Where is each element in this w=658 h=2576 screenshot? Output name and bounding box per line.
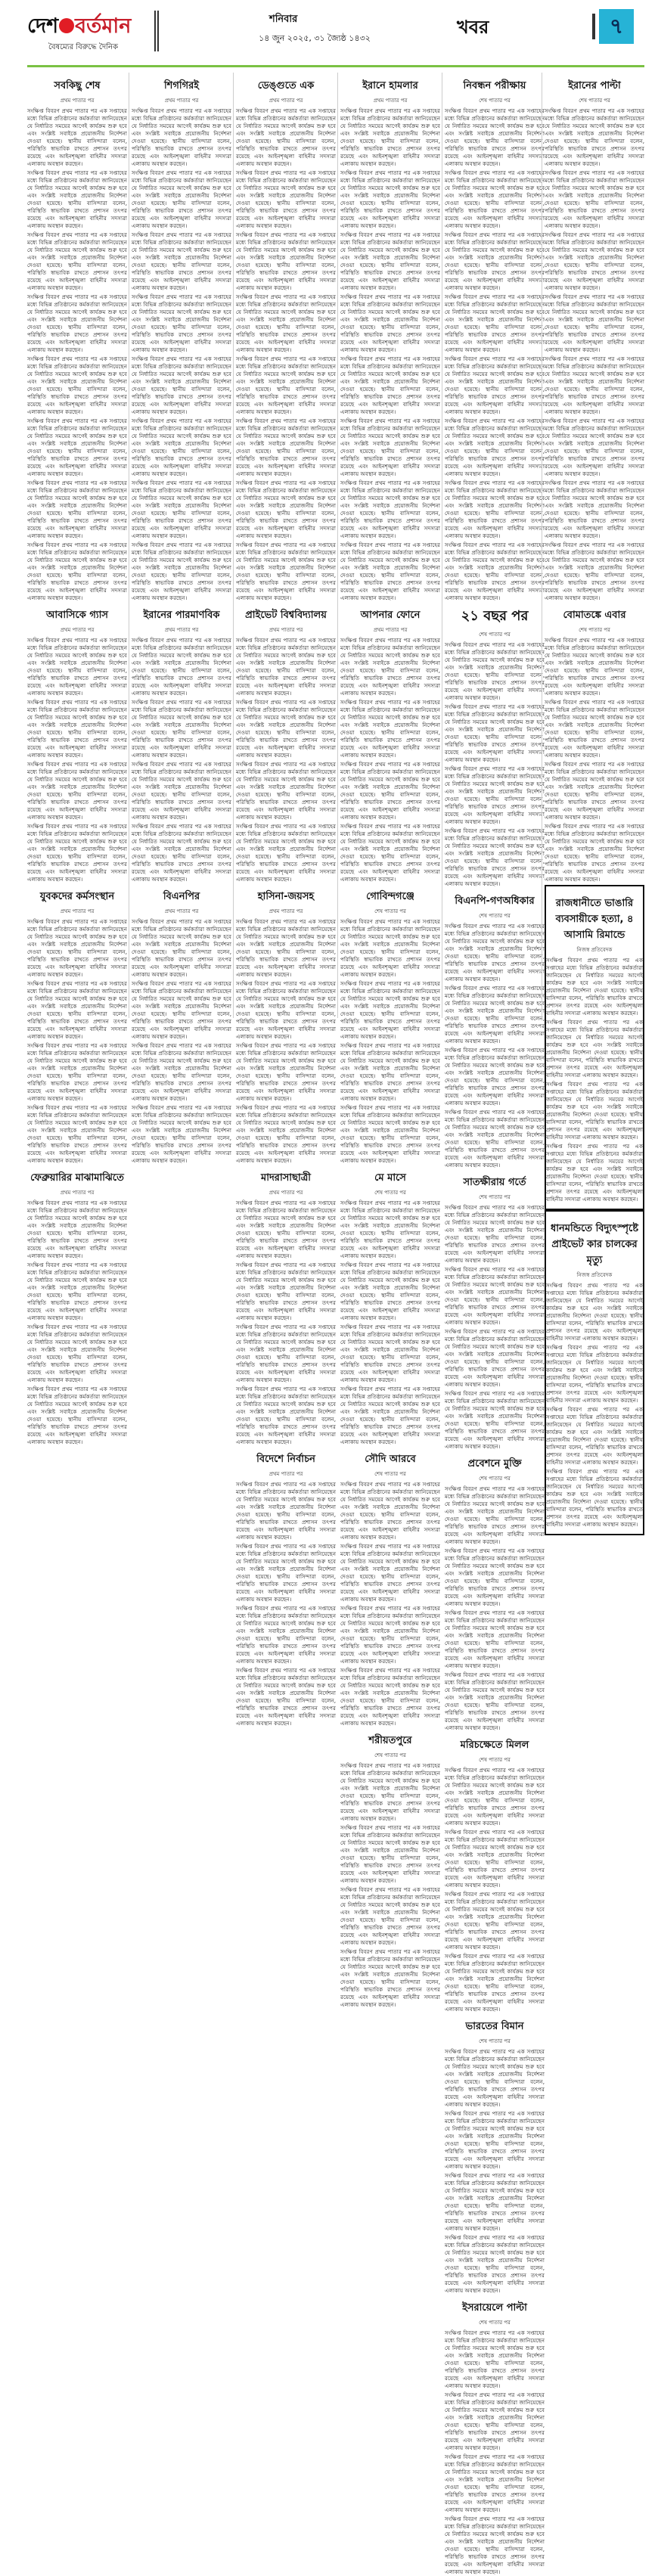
article-body: সংক্ষিপ্ত বিবরণ প্রথম পাতার পর এক সপ্তাহের মধ্যে বিভিন্ন প্রতিষ্ঠানের কর্মকর্তারা জানিয়েছেন যে নির্ধারিত সময়ের আগেই কার্যক্রম শুরু হবে এবং সংশ্লিষ্ট সবাইকে প্রয়োজনীয় নির্দেশনা দেওয়া হয়েছে। স্থানীয় বাসিন্দারা বলেন, পরিস্থিতি স্বাভাবিক রাখতে প্রশাসন তৎপর রয়েছে এবং আইনশৃঙ্খলা বাহিনীর সদস্যরা এলাকায় অবস্থান করছেন। <box>27 231 127 291</box>
article-headline[interactable]: ২১ বছর পর <box>461 608 529 624</box>
article-headline[interactable]: ইরানের পারমাণবিক <box>143 610 220 621</box>
article[interactable] <box>236 608 336 883</box>
article-body: সংক্ষিপ্ত বিবরণ প্রথম পাতার পর এক সপ্তাহের মধ্যে বিভিন্ন প্রতিষ্ঠানের কর্মকর্তারা জানিয়েছেন যে নির্ধারিত সময়ের আগেই কার্যক্রম শুরু হবে এবং সংশ্লিষ্ট সবাইকে প্রয়োজনীয় নির্দেশনা দেওয়া হয়েছে। স্থানীয় বাসিন্দারা বলেন, পরিস্থিতি স্বাভাবিক রাখতে প্রশাসন তৎপর রয়েছে এবং আইনশৃঙ্খলা বাহিনীর সদস্যরা এলাকায় অবস্থান করছেন। <box>340 1948 440 2008</box>
article-body: সংক্ষিপ্ত বিবরণ প্রথম পাতার পর এক সপ্তাহের মধ্যে বিভিন্ন প্রতিষ্ঠানের কর্মকর্তারা জানিয়েছেন যে নির্ধারিত সময়ের আগেই কার্যক্রম শুরু হবে এবং সংশ্লিষ্ট সবাইকে প্রয়োজনীয় নির্দেশনা দেওয়া হয়েছে। স্থানীয় বাসিন্দারা বলেন, পরিস্থিতি স্বাভাবিক রাখতে প্রশাসন তৎপর রয়েছে এবং আইনশৃঙ্খলা বাহিনীর সদস্যরা এলাকায় অবস্থান করছেন। <box>545 823 644 883</box>
article-headline[interactable]: ইসরায়েলে পাল্টা <box>462 2302 527 2314</box>
article-body: সংক্ষিপ্ত বিবরণ প্রথম পাতার পর এক সপ্তাহের মধ্যে বিভিন্ন প্রতিষ্ঠানের কর্মকর্তারা জানিয়েছেন যে নির্ধারিত সময়ের আগেই কার্যক্রম শুরু হবে এবং সংশ্লিষ্ট সবাইকে প্রয়োজনীয় নির্দেশনা দেওয়া হয়েছে। স্থানীয় বাসিন্দারা বলেন, পরিস্থিতি স্বাভাবিক রাখতে প্রশাসন তৎপর রয়েছে এবং আইনশৃঙ্খলা বাহিনীর সদস্যরা এলাকায় অবস্থান করছেন। <box>27 637 127 697</box>
continuation-note: প্রথম পাতার পর <box>373 627 408 633</box>
article-body: সংক্ষিপ্ত বিবরণ প্রথম পাতার পর এক সপ্তাহের মধ্যে বিভিন্ন প্রতিষ্ঠানের কর্মকর্তারা জানিয়েছেন যে নির্ধারিত সময়ের আগেই কার্যক্রম শুরু হবে এবং সংশ্লিষ্ট সবাইকে প্রয়োজনীয় নির্দেশনা দেওয়া হয়েছে। স্থানীয় বাসিন্দারা বলেন, পরিস্থিতি স্বাভাবিক রাখতে প্রশাসন তৎপর রয়েছে এবং আইনশৃঙ্খলা বাহিনীর সদস্যরা এলাকায় অবস্থান করছেন। <box>546 1282 643 1342</box>
article-body: সংক্ষিপ্ত বিবরণ প্রথম পাতার পর এক সপ্তাহের মধ্যে বিভিন্ন প্রতিষ্ঠানের কর্মকর্তারা জানিয়েছেন যে নির্ধারিত সময়ের আগেই কার্যক্রম শুরু হবে এবং সংশ্লিষ্ট সবাইকে প্রয়োজনীয় নির্দেশনা দেওয়া হয়েছে। স্থানীয় বাসিন্দারা বলেন, পরিস্থিতি স্বাভাবিক রাখতে প্রশাসন তৎপর রয়েছে এবং আইনশৃঙ্খলা বাহিনীর সদস্যরা এলাকায় অবস্থান করছেন। <box>236 761 336 821</box>
article-body: সংক্ষিপ্ত বিবরণ প্রথম পাতার পর এক সপ্তাহের মধ্যে বিভিন্ন প্রতিষ্ঠানের কর্মকর্তারা জানিয়েছেন যে নির্ধারিত সময়ের আগেই কার্যক্রম শুরু হবে এবং সংশ্লিষ্ট সবাইকে প্রয়োজনীয় নির্দেশনা দেওয়া হয়েছে। স্থানীয় বাসিন্দারা বলেন, পরিস্থিতি স্বাভাবিক রাখতে প্রশাসন তৎপর রয়েছে এবং আইনশৃঙ্খলা বাহিনীর সদস্যরা এলাকায় অবস্থান করছেন। <box>236 169 336 229</box>
article-body: সংক্ষিপ্ত বিবরণ প্রথম পাতার পর এক সপ্তাহের মধ্যে বিভিন্ন প্রতিষ্ঠানের কর্মকর্তারা জানিয়েছেন যে নির্ধারিত সময়ের আগেই কার্যক্রম শুরু হবে এবং সংশ্লিষ্ট সবাইকে প্রয়োজনীয় নির্দেশনা দেওয়া হয়েছে। স্থানীয় বাসিন্দারা বলেন, পরিস্থিতি স্বাভাবিক রাখতে প্রশাসন তৎপর রয়েছে এবং আইনশৃঙ্খলা বাহিনীর সদস্যরা এলাকায় অবস্থান করছেন। <box>445 231 545 291</box>
article-body: সংক্ষিপ্ত বিবরণ প্রথম পাতার পর এক সপ্তাহের মধ্যে বিভিন্ন প্রতিষ্ঠানের কর্মকর্তারা জানিয়েছেন যে নির্ধারিত সময়ের আগেই কার্যক্রম শুরু হবে এবং সংশ্লিষ্ট সবাইকে প্রয়োজনীয় নির্দেশনা দেওয়া হয়েছে। স্থানীয় বাসিন্দারা বলেন, পরিস্থিতি স্বাভাবিক রাখতে প্রশাসন তৎপর রয়েছে এবং আইনশৃঙ্খলা বাহিনীর সদস্যরা এলাকায় অবস্থান করছেন। <box>27 1042 127 1102</box>
article-body: সংক্ষিপ্ত বিবরণ প্রথম পাতার পর এক সপ্তাহের মধ্যে বিভিন্ন প্রতিষ্ঠানের কর্মকর্তারা জানিয়েছেন যে নির্ধারিত সময়ের আগেই কার্যক্রম শুরু হবে এবং সংশ্লিষ্ট সবাইকে প্রয়োজনীয় নির্দেশনা দেওয়া হয়েছে। স্থানীয় বাসিন্দারা বলেন, পরিস্থিতি স্বাভাবিক রাখতে প্রশাসন তৎপর রয়েছে এবং আইনশৃঙ্খলা বাহিনীর সদস্যরা এলাকায় অবস্থান করছেন। <box>236 1605 336 1665</box>
article-body: সংক্ষিপ্ত বিবরণ প্রথম পাতার পর এক সপ্তাহের মধ্যে বিভিন্ন প্রতিষ্ঠানের কর্মকর্তারা জানিয়েছেন যে নির্ধারিত সময়ের আগেই কার্যক্রম শুরু হবে এবং সংশ্লিষ্ট সবাইকে প্রয়োজনীয় নির্দেশনা দেওয়া হয়েছে। স্থানীয় বাসিন্দারা বলেন, পরিস্থিতি স্বাভাবিক রাখতে প্রশাসন তৎপর রয়েছে এবং আইনশৃঙ্খলা বাহিনীর সদস্যরা এলাকায় অবস্থান করছেন। <box>340 1605 440 1665</box>
article-body: সংক্ষিপ্ত বিবরণ প্রথম পাতার পর এক সপ্তাহের মধ্যে বিভিন্ন প্রতিষ্ঠানের কর্মকর্তারা জানিয়েছেন যে নির্ধারিত সময়ের আগেই কার্যক্রম শুরু হবে এবং সংশ্লিষ্ট সবাইকে প্রয়োজনীয় নির্দেশনা দেওয়া হয়েছে। স্থানীয় বাসিন্দারা বলেন, পরিস্থিতি স্বাভাবিক রাখতে প্রশাসন তৎপর রয়েছে এবং আইনশৃঙ্খলা বাহিনীর সদস্যরা এলাকায় অবস্থান করছেন। <box>236 293 336 353</box>
article-body: সংক্ষিপ্ত বিবরণ প্রথম পাতার পর এক সপ্তাহের মধ্যে বিভিন্ন প্রতিষ্ঠানের কর্মকর্তারা জানিয়েছেন যে নির্ধারিত সময়ের আগেই কার্যক্রম শুরু হবে এবং সংশ্লিষ্ট সবাইকে প্রয়োজনীয় নির্দেশনা দেওয়া হয়েছে। স্থানীয় বাসিন্দারা বলেন, পরিস্থিতি স্বাভাবিক রাখতে প্রশাসন তৎপর রয়েছে এবং আইনশৃঙ্খলা বাহিনীর সদস্যরা এলাকায় অবস্থান করছেন। <box>445 1328 545 1388</box>
article[interactable] <box>445 2019 545 2295</box>
article[interactable] <box>27 79 127 602</box>
column-divider <box>337 73 338 1018</box>
continuation-note: প্রথম পাতার পর <box>60 908 95 914</box>
article-body: সংক্ষিপ্ত বিবরণ প্রথম পাতার পর এক সপ্তাহের মধ্যে বিভিন্ন প্রতিষ্ঠানের কর্মকর্তারা জানিয়েছেন যে নির্ধারিত সময়ের আগেই কার্যক্রম শুরু হবে এবং সংশ্লিষ্ট সবাইকে প্রয়োজনীয় নির্দেশনা দেওয়া হয়েছে। স্থানীয় বাসিন্দারা বলেন, পরিস্থিতি স্বাভাবিক রাখতে প্রশাসন তৎপর রয়েছে এবং আইনশৃঙ্খলা বাহিনীর সদস্যরা এলাকায় অবস্থান করছেন। <box>340 107 440 167</box>
article-headline[interactable]: বিদেশে নির্বাচন <box>256 1454 315 1465</box>
article-body: সংক্ষিপ্ত বিবরণ প্রথম পাতার পর এক সপ্তাহের মধ্যে বিভিন্ন প্রতিষ্ঠানের কর্মকর্তারা জানিয়েছেন যে নির্ধারিত সময়ের আগেই কার্যক্রম শুরু হবে এবং সংশ্লিষ্ট সবাইকে প্রয়োজনীয় নির্দেশনা দেওয়া হয়েছে। স্থানীয় বাসিন্দারা বলেন, পরিস্থিতি স্বাভাবিক রাখতে প্রশাসন তৎপর রয়েছে এবং আইনশৃঙ্খলা বাহিনীর সদস্যরা এলাকায় অবস্থান করছেন। <box>445 765 545 825</box>
article-body: সংক্ষিপ্ত বিবরণ প্রথম পাতার পর এক সপ্তাহের মধ্যে বিভিন্ন প্রতিষ্ঠানের কর্মকর্তারা জানিয়েছেন যে নির্ধারিত সময়ের আগেই কার্যক্রম শুরু হবে এবং সংশ্লিষ্ট সবাইকে প্রয়োজনীয় নির্দেশনা দেওয়া হয়েছে। স্থানীয় বাসিন্দারা বলেন, পরিস্থিতি স্বাভাবিক রাখতে প্রশাসন তৎপর রয়েছে এবং আইনশৃঙ্খলা বাহিনীর সদস্যরা এলাকায় অবস্থান করছেন। <box>340 293 440 353</box>
article[interactable] <box>236 79 336 602</box>
article-body: সংক্ষিপ্ত বিবরণ প্রথম পাতার পর এক সপ্তাহের মধ্যে বিভিন্ন প্রতিষ্ঠানের কর্মকর্তারা জানিয়েছেন যে নির্ধারিত সময়ের আগেই কার্যক্রম শুরু হবে এবং সংশ্লিষ্ট সবাইকে প্রয়োজনীয় নির্দেশনা দেওয়া হয়েছে। স্থানীয় বাসিন্দারা বলেন, পরিস্থিতি স্বাভাবিক রাখতে প্রশাসন তৎপর রয়েছে এবং আইনশৃঙ্খলা বাহিনীর সদস্যরা এলাকায় অবস্থান করছেন। <box>445 293 545 353</box>
logo-circle-icon <box>59 18 74 33</box>
article-body: সংক্ষিপ্ত বিবরণ প্রথম পাতার পর এক সপ্তাহের মধ্যে বিভিন্ন প্রতিষ্ঠানের কর্মকর্তারা জানিয়েছেন যে নির্ধারিত সময়ের আগেই কার্যক্রম শুরু হবে এবং সংশ্লিষ্ট সবাইকে প্রয়োজনীয় নির্দেশনা দেওয়া হয়েছে। স্থানীয় বাসিন্দারা বলেন, পরিস্থিতি স্বাভাবিক রাখতে প্রশাসন তৎপর রয়েছে এবং আইনশৃঙ্খলা বাহিনীর সদস্যরা এলাকায় অবস্থান করছেন। <box>445 985 545 1044</box>
article-headline[interactable]: মে মাসে <box>374 1172 406 1184</box>
article-headline[interactable]: ভারতের বিমান <box>465 2021 524 2032</box>
article-body: সংক্ষিপ্ত বিবরণ প্রথম পাতার পর এক সপ্তাহের মধ্যে বিভিন্ন প্রতিষ্ঠানের কর্মকর্তারা জানিয়েছেন যে নির্ধারিত সময়ের আগেই কার্যক্রম শুরু হবে এবং সংশ্লিষ্ট সবাইকে প্রয়োজনীয় নির্দেশনা দেওয়া হয়েছে। স্থানীয় বাসিন্দারা বলেন, পরিস্থিতি স্বাভাবিক রাখতে প্রশাসন তৎপর রয়েছে এবং আইনশৃঙ্খলা বাহিনীর সদস্যরা এলাকায় অবস্থান করছেন। <box>236 1042 336 1102</box>
article-body: সংক্ষিপ্ত বিবরণ প্রথম পাতার পর এক সপ্তাহের মধ্যে বিভিন্ন প্রতিষ্ঠানের কর্মকর্তারা জানিয়েছেন যে নির্ধারিত সময়ের আগেই কার্যক্রম শুরু হবে এবং সংশ্লিষ্ট সবাইকে প্রয়োজনীয় নির্দেশনা দেওয়া হয়েছে। স্থানীয় বাসিন্দারা বলেন, পরিস্থিতি স্বাভাবিক রাখতে প্রশাসন তৎপর রয়েছে এবং আইনশৃঙ্খলা বাহিনীর সদস্যরা এলাকায় অবস্থান করছেন। <box>340 699 440 759</box>
issue-day: শনিবার <box>269 14 298 25</box>
page-number-edge <box>592 14 595 39</box>
continuation-note: প্রথম পাতার পর <box>268 908 303 914</box>
article-body: সংক্ষিপ্ত বিবরণ প্রথম পাতার পর এক সপ্তাহের মধ্যে বিভিন্ন প্রতিষ্ঠানের কর্মকর্তারা জানিয়েছেন যে নির্ধারিত সময়ের আগেই কার্যক্রম শুরু হবে এবং সংশ্লিষ্ট সবাইকে প্রয়োজনীয় নির্দেশনা দেওয়া হয়েছে। স্থানীয় বাসিন্দারা বলেন, পরিস্থিতি স্বাভাবিক রাখতে প্রশাসন তৎপর রয়েছে এবং আইনশৃঙ্খলা বাহিনীর সদস্যরা এলাকায় অবস্থান করছেন। <box>340 480 440 539</box>
continuation-note: শেষ পাতার পর <box>479 632 511 638</box>
article-body: সংক্ষিপ্ত বিবরণ প্রথম পাতার পর এক সপ্তাহের মধ্যে বিভিন্ন প্রতিষ্ঠানের কর্মকর্তারা জানিয়েছেন যে নির্ধারিত সময়ের আগেই কার্যক্রম শুরু হবে এবং সংশ্লিষ্ট সবাইকে প্রয়োজনীয় নির্দেশনা দেওয়া হয়েছে। স্থানীয় বাসিন্দারা বলেন, পরিস্থিতি স্বাভাবিক রাখতে প্রশাসন তৎপর রয়েছে এবং আইনশৃঙ্খলা বাহিনীর সদস্যরা এলাকায় অবস্থান করছেন। <box>340 1042 440 1102</box>
continuation-note: প্রথম পাতার পর <box>268 1471 303 1477</box>
article-headline[interactable]: নিবন্ধন পরীক্ষায় <box>463 80 526 92</box>
continuation-note: প্রথম পাতার পর <box>164 908 199 914</box>
column-5 <box>445 73 545 2575</box>
article-body: সংক্ষিপ্ত বিবরণ প্রথম পাতার পর এক সপ্তাহের মধ্যে বিভিন্ন প্রতিষ্ঠানের কর্মকর্তারা জানিয়েছেন যে নির্ধারিত সময়ের আগেই কার্যক্রম শুরু হবে এবং সংশ্লিষ্ট সবাইকে প্রয়োজনীয় নির্দেশনা দেওয়া হয়েছে। স্থানীয় বাসিন্দারা বলেন, পরিস্থিতি স্বাভাবিক রাখতে প্রশাসন তৎপর রয়েছে এবং আইনশৃঙ্খলা বাহিনীর সদস্যরা এলাকায় অবস্থান করছেন। <box>445 1609 545 1669</box>
continuation-note: শেষ পাতার পর <box>479 98 511 104</box>
article-body: সংক্ষিপ্ত বিবরণ প্রথম পাতার পর এক সপ্তাহের মধ্যে বিভিন্ন প্রতিষ্ঠানের কর্মকর্তারা জানিয়েছেন যে নির্ধারিত সময়ের আগেই কার্যক্রম শুরু হবে এবং সংশ্লিষ্ট সবাইকে প্রয়োজনীয় নির্দেশনা দেওয়া হয়েছে। স্থানীয় বাসিন্দারা বলেন, পরিস্থিতি স্বাভাবিক রাখতে প্রশাসন তৎপর রয়েছে এবং আইনশৃঙ্খলা বাহিনীর সদস্যরা এলাকায় অবস্থান করছেন। <box>132 1104 231 1164</box>
article-body: সংক্ষিপ্ত বিবরণ প্রথম পাতার পর এক সপ্তাহের মধ্যে বিভিন্ন প্রতিষ্ঠানের কর্মকর্তারা জানিয়েছেন যে নির্ধারিত সময়ের আগেই কার্যক্রম শুরু হবে এবং সংশ্লিষ্ট সবাইকে প্রয়োজনীয় নির্দেশনা দেওয়া হয়েছে। স্থানীয় বাসিন্দারা বলেন, পরিস্থিতি স্বাভাবিক রাখতে প্রশাসন তৎপর রয়েছে এবং আইনশৃঙ্খলা বাহিনীর সদস্যরা এলাকায় অবস্থান করছেন। <box>445 107 545 167</box>
article-body: সংক্ষিপ্ত বিবরণ প্রথম পাতার পর এক সপ্তাহের মধ্যে বিভিন্ন প্রতিষ্ঠানের কর্মকর্তারা জানিয়েছেন যে নির্ধারিত সময়ের আগেই কার্যক্রম শুরু হবে এবং সংশ্লিষ্ট সবাইকে প্রয়োজনীয় নির্দেশনা দেওয়া হয়েছে। স্থানীয় বাসিন্দারা বলেন, পরিস্থিতি স্বাভাবিক রাখতে প্রশাসন তৎপর রয়েছে এবং আইনশৃঙ্খলা বাহিনীর সদস্যরা এলাকায় অবস্থান করছেন। <box>445 2515 545 2575</box>
article-body: সংক্ষিপ্ত বিবরণ প্রথম পাতার পর এক সপ্তাহের মধ্যে বিভিন্ন প্রতিষ্ঠানের কর্মকর্তারা জানিয়েছেন যে নির্ধারিত সময়ের আগেই কার্যক্রম শুরু হবে এবং সংশ্লিষ্ট সবাইকে প্রয়োজনীয় নির্দেশনা দেওয়া হয়েছে। স্থানীয় বাসিন্দারা বলেন, পরিস্থিতি স্বাভাবিক রাখতে প্রশাসন তৎপর রয়েছে এবং আইনশৃঙ্খলা বাহিনীর সদস্যরা এলাকায় অবস্থান করছেন। <box>236 542 336 601</box>
article-body: সংক্ষিপ্ত বিবরণ প্রথম পাতার পর এক সপ্তাহের মধ্যে বিভিন্ন প্রতিষ্ঠানের কর্মকর্তারা জানিয়েছেন যে নির্ধারিত সময়ের আগেই কার্যক্রম শুরু হবে এবং সংশ্লিষ্ট সবাইকে প্রয়োজনীয় নির্দেশনা দেওয়া হয়েছে। স্থানীয় বাসিন্দারা বলেন, পরিস্থিতি স্বাভাবিক রাখতে প্রশাসন তৎপর রয়েছে এবং আইনশৃঙ্খলা বাহিনীর সদস্যরা এলাকায় অবস্থান করছেন। <box>445 480 545 539</box>
article-body: সংক্ষিপ্ত বিবরণ প্রথম পাতার পর এক সপ্তাহের মধ্যে বিভিন্ন প্রতিষ্ঠানের কর্মকর্তারা জানিয়েছেন যে নির্ধারিত সময়ের আগেই কার্যক্রম শুরু হবে এবং সংশ্লিষ্ট সবাইকে প্রয়োজনীয় নির্দেশনা দেওয়া হয়েছে। স্থানীয় বাসিন্দারা বলেন, পরিস্থিতি স্বাভাবিক রাখতে প্রশাসন তৎপর রয়েছে এবং আইনশৃঙ্খলা বাহিনীর সদস্যরা এলাকায় অবস্থান করছেন। <box>340 1104 440 1164</box>
article-body: সংক্ষিপ্ত বিবরণ প্রথম পাতার পর এক সপ্তাহের মধ্যে বিভিন্ন প্রতিষ্ঠানের কর্মকর্তারা জানিয়েছেন যে নির্ধারিত সময়ের আগেই কার্যক্রম শুরু হবে এবং সংশ্লিষ্ট সবাইকে প্রয়োজনীয় নির্দেশনা দেওয়া হয়েছে। স্থানীয় বাসিন্দারা বলেন, পরিস্থিতি স্বাভাবিক রাখতে প্রশাসন তৎপর রয়েছে এবং আইনশৃঙ্খলা বাহিনীর সদস্যরা এলাকায় অবস্থান করছেন। <box>340 1762 440 1822</box>
masthead-divider <box>154 11 159 51</box>
continuation-note: প্রথম পাতার পর <box>164 98 199 104</box>
continuation-note: শেষ পাতার পর <box>374 1752 406 1758</box>
article-body: সংক্ষিপ্ত বিবরণ প্রথম পাতার পর এক সপ্তাহের মধ্যে বিভিন্ন প্রতিষ্ঠানের কর্মকর্তারা জানিয়েছেন যে নির্ধারিত সময়ের আগেই কার্যক্রম শুরু হবে এবং সংশ্লিষ্ট সবাইকে প্রয়োজনীয় নির্দেশনা দেওয়া হয়েছে। স্থানীয় বাসিন্দারা বলেন, পরিস্থিতি স্বাভাবিক রাখতে প্রশাসন তৎপর রয়েছে এবং আইনশৃঙ্খলা বাহিনীর সদস্যরা এলাকায় অবস্থান করছেন। <box>445 355 545 415</box>
article-body: সংক্ষিপ্ত বিবরণ প্রথম পাতার পর এক সপ্তাহের মধ্যে বিভিন্ন প্রতিষ্ঠানের কর্মকর্তারা জানিয়েছেন যে নির্ধারিত সময়ের আগেই কার্যক্রম শুরু হবে এবং সংশ্লিষ্ট সবাইকে প্রয়োজনীয় নির্দেশনা দেওয়া হয়েছে। স্থানীয় বাসিন্দারা বলেন, পরিস্থিতি স্বাভাবিক রাখতে প্রশাসন তৎপর রয়েছে এবং আইনশৃঙ্খলা বাহিনীর সদস্যরা এলাকায় অবস্থান করছেন। <box>340 169 440 229</box>
article-headline[interactable]: সৌদি আরবে <box>365 1454 416 1465</box>
article-headline[interactable]: বোমাতঙ্কে এবার <box>563 610 626 621</box>
article-headline[interactable]: মরিচক্ষেতে মিলল <box>460 1740 529 1751</box>
article-headline[interactable]: সাতক্ষীরায় গর্তে <box>463 1177 526 1188</box>
article-body: সংক্ষিপ্ত বিবরণ প্রথম পাতার পর এক সপ্তাহের মধ্যে বিভিন্ন প্রতিষ্ঠানের কর্মকর্তারা জানিয়েছেন যে নির্ধারিত সময়ের আগেই কার্যক্রম শুরু হবে এবং সংশ্লিষ্ট সবাইকে প্রয়োজনীয় নির্দেশনা দেওয়া হয়েছে। স্থানীয় বাসিন্দারা বলেন, পরিস্থিতি স্বাভাবিক রাখতে প্রশাসন তৎপর রয়েছে এবং আইনশৃঙ্খলা বাহিনীর সদস্যরা এলাকায় অবস্থান করছেন। <box>27 1324 127 1383</box>
continuation-note: নিজস্ব প্রতিবেদক <box>576 1272 613 1278</box>
article-body: সংক্ষিপ্ত বিবরণ প্রথম পাতার পর এক সপ্তাহের মধ্যে বিভিন্ন প্রতিষ্ঠানের কর্মকর্তারা জানিয়েছেন যে নির্ধারিত সময়ের আগেই কার্যক্রম শুরু হবে এবং সংশ্লিষ্ট সবাইকে প্রয়োজনীয় নির্দেশনা দেওয়া হয়েছে। স্থানীয় বাসিন্দারা বলেন, পরিস্থিতি স্বাভাবিক রাখতে প্রশাসন তৎপর রয়েছে এবং আইনশৃঙ্খলা বাহিনীর সদস্যরা এলাকায় অবস্থান করছেন। <box>445 1390 545 1450</box>
article-headline[interactable]: শিগগিরই <box>163 80 200 92</box>
article[interactable] <box>27 889 127 1165</box>
article-body: সংক্ষিপ্ত বিবরণ প্রথম পাতার পর এক সপ্তাহের মধ্যে বিভিন্ন প্রতিষ্ঠানের কর্মকর্তারা জানিয়েছেন যে নির্ধারিত সময়ের আগেই কার্যক্রম শুরু হবে এবং সংশ্লিষ্ট সবাইকে প্রয়োজনীয় নির্দেশনা দেওয়া হয়েছে। স্থানীয় বাসিন্দারা বলেন, পরিস্থিতি স্বাভাবিক রাখতে প্রশাসন তৎপর রয়েছে এবং আইনশৃঙ্খলা বাহিনীর সদস্যরা এলাকায় অবস্থান করছেন। <box>340 542 440 601</box>
article-body: সংক্ষিপ্ত বিবরণ প্রথম পাতার পর এক সপ্তাহের মধ্যে বিভিন্ন প্রতিষ্ঠানের কর্মকর্তারা জানিয়েছেন যে নির্ধারিত সময়ের আগেই কার্যক্রম শুরু হবে এবং সংশ্লিষ্ট সবাইকে প্রয়োজনীয় নির্দেশনা দেওয়া হয়েছে। স্থানীয় বাসিন্দারা বলেন, পরিস্থিতি স্বাভাবিক রাখতে প্রশাসন তৎপর রয়েছে এবং আইনশৃঙ্খলা বাহিনীর সদস্যরা এলাকায় অবস্থান করছেন। <box>27 107 127 167</box>
article-body: সংক্ষিপ্ত বিবরণ প্রথম পাতার পর এক সপ্তাহের মধ্যে বিভিন্ন প্রতিষ্ঠানের কর্মকর্তারা জানিয়েছেন যে নির্ধারিত সময়ের আগেই কার্যক্রম শুরু হবে এবং সংশ্লিষ্ট সবাইকে প্রয়োজনীয় নির্দেশনা দেওয়া হয়েছে। স্থানীয় বাসিন্দারা বলেন, পরিস্থিতি স্বাভাবিক রাখতে প্রশাসন তৎপর রয়েছে এবং আইনশৃঙ্খলা বাহিনীর সদস্যরা এলাকায় অবস্থান করছেন। <box>546 1081 643 1141</box>
article-body: সংক্ষিপ্ত বিবরণ প্রথম পাতার পর এক সপ্তাহের মধ্যে বিভিন্ন প্রতিষ্ঠানের কর্মকর্তারা জানিয়েছেন যে নির্ধারিত সময়ের আগেই কার্যক্রম শুরু হবে এবং সংশ্লিষ্ট সবাইকে প্রয়োজনীয় নির্দেশনা দেওয়া হয়েছে। স্থানীয় বাসিন্দারা বলেন, পরিস্থিতি স্বাভাবিক রাখতে প্রশাসন তৎপর রয়েছে এবং আইনশৃঙ্খলা বাহিনীর সদস্যরা এলাকায় অবস্থান করছেন। <box>340 1886 440 1946</box>
continuation-note: শেষ পাতার পর <box>374 908 406 914</box>
article-body: সংক্ষিপ্ত বিবরণ প্রথম পাতার পর এক সপ্তাহের মধ্যে বিভিন্ন প্রতিষ্ঠানের কর্মকর্তারা জানিয়েছেন যে নির্ধারিত সময়ের আগেই কার্যক্রম শুরু হবে এবং সংশ্লিষ্ট সবাইকে প্রয়োজনীয় নির্দেশনা দেওয়া হয়েছে। স্থানীয় বাসিন্দারা বলেন, পরিস্থিতি স্বাভাবিক রাখতে প্রশাসন তৎপর রয়েছে এবং আইনশৃঙ্খলা বাহিনীর সদস্যরা এলাকায় অবস্থান করছেন। <box>236 980 336 1040</box>
article-headline[interactable]: ধানমন্ডিতে বিদ্যুৎস্পৃষ্টে প্রাইভেট কার চালকের মৃত্যু <box>550 1223 639 1266</box>
article-body: সংক্ষিপ্ত বিবরণ প্রথম পাতার পর এক সপ্তাহের মধ্যে বিভিন্ন প্রতিষ্ঠানের কর্মকর্তারা জানিয়েছেন যে নির্ধারিত সময়ের আগেই কার্যক্রম শুরু হবে এবং সংশ্লিষ্ট সবাইকে প্রয়োজনীয় নির্দেশনা দেওয়া হয়েছে। স্থানীয় বাসিন্দারা বলেন, পরিস্থিতি স্বাভাবিক রাখতে প্রশাসন তৎপর রয়েছে এবং আইনশৃঙ্খলা বাহিনীর সদস্যরা এলাকায় অবস্থান করছেন। <box>340 637 440 697</box>
article-headline[interactable]: প্রবেশনে মুক্তি <box>467 1458 522 1470</box>
article-body: সংক্ষিপ্ত বিবরণ প্রথম পাতার পর এক সপ্তাহের মধ্যে বিভিন্ন প্রতিষ্ঠানের কর্মকর্তারা জানিয়েছেন যে নির্ধারিত সময়ের আগেই কার্যক্রম শুরু হবে এবং সংশ্লিষ্ট সবাইকে প্রয়োজনীয় নির্দেশনা দেওয়া হয়েছে। স্থানীয় বাসিন্দারা বলেন, পরিস্থিতি স্বাভাবিক রাখতে প্রশাসন তৎপর রয়েছে এবং আইনশৃঙ্খলা বাহিনীর সদস্যরা এলাকায় অবস্থান করছেন। <box>445 2110 545 2170</box>
article-body: সংক্ষিপ্ত বিবরণ প্রথম পাতার পর এক সপ্তাহের মধ্যে বিভিন্ন প্রতিষ্ঠানের কর্মকর্তারা জানিয়েছেন যে নির্ধারিত সময়ের আগেই কার্যক্রম শুরু হবে এবং সংশ্লিষ্ট সবাইকে প্রয়োজনীয় নির্দেশনা দেওয়া হয়েছে। স্থানীয় বাসিন্দারা বলেন, পরিস্থিতি স্বাভাবিক রাখতে প্রশাসন তৎপর রয়েছে এবং আইনশৃঙ্খলা বাহিনীর সদস্যরা এলাকায় অবস্থান করছেন। <box>236 231 336 291</box>
article-headline[interactable]: শরীয়তপুরে <box>368 1735 412 1746</box>
article-body: সংক্ষিপ্ত বিবরণ প্রথম পাতার পর এক সপ্তাহের মধ্যে বিভিন্ন প্রতিষ্ঠানের কর্মকর্তারা জানিয়েছেন যে নির্ধারিত সময়ের আগেই কার্যক্রম শুরু হবে এবং সংশ্লিষ্ট সবাইকে প্রয়োজনীয় নির্দেশনা দেওয়া হয়েছে। স্থানীয় বাসিন্দারা বলেন, পরিস্থিতি স্বাভাবিক রাখতে প্রশাসন তৎপর রয়েছে এবং আইনশৃঙ্খলা বাহিনীর সদস্যরা এলাকায় অবস্থান করছেন। <box>445 417 545 477</box>
article[interactable] <box>445 1175 545 1451</box>
article-body: সংক্ষিপ্ত বিবরণ প্রথম পাতার পর এক সপ্তাহের মধ্যে বিভিন্ন প্রতিষ্ঠানের কর্মকর্তারা জানিয়েছেন যে নির্ধারিত সময়ের আগেই কার্যক্রম শুরু হবে এবং সংশ্লিষ্ট সবাইকে প্রয়োজনীয় নির্দেশনা দেওয়া হয়েছে। স্থানীয় বাসিন্দারা বলেন, পরিস্থিতি স্বাভাবিক রাখতে প্রশাসন তৎপর রয়েছে এবং আইনশৃঙ্খলা বাহিনীর সদস্যরা এলাকায় অবস্থান করছেন। <box>545 637 644 697</box>
article-body: সংক্ষিপ্ত বিবরণ প্রথম পাতার পর এক সপ্তাহের মধ্যে বিভিন্ন প্রতিষ্ঠানের কর্মকর্তারা জানিয়েছেন যে নির্ধারিত সময়ের আগেই কার্যক্রম শুরু হবে এবং সংশ্লিষ্ট সবাইকে প্রয়োজনীয় নির্দেশনা দেওয়া হয়েছে। স্থানীয় বাসিন্দারা বলেন, পরিস্থিতি স্বাভাবিক রাখতে প্রশাসন তৎপর রয়েছে এবং আইনশৃঙ্খলা বাহিনীর সদস্যরা এলাকায় অবস্থান করছেন। <box>132 231 231 291</box>
article-body: সংক্ষিপ্ত বিবরণ প্রথম পাতার পর এক সপ্তাহের মধ্যে বিভিন্ন প্রতিষ্ঠানের কর্মকর্তারা জানিয়েছেন যে নির্ধারিত সময়ের আগেই কার্যক্রম শুরু হবে এবং সংশ্লিষ্ট সবাইকে প্রয়োজনীয় নির্দেশনা দেওয়া হয়েছে। স্থানীয় বাসিন্দারা বলেন, পরিস্থিতি স্বাভাবিক রাখতে প্রশাসন তৎপর রয়েছে এবং আইনশৃঙ্খলা বাহিনীর সদস্যরা এলাকায় অবস্থান করছেন। <box>545 542 644 601</box>
tagline: বৈষম্যের বিরুদ্ধে দৈনিক <box>48 43 119 51</box>
article-body: সংক্ষিপ্ত বিবরণ প্রথম পাতার পর এক সপ্তাহের মধ্যে বিভিন্ন প্রতিষ্ঠানের কর্মকর্তারা জানিয়েছেন যে নির্ধারিত সময়ের আগেই কার্যক্রম শুরু হবে এবং সংশ্লিষ্ট সবাইকে প্রয়োজনীয় নির্দেশনা দেওয়া হয়েছে। স্থানীয় বাসিন্দারা বলেন, পরিস্থিতি স্বাভাবিক রাখতে প্রশাসন তৎপর রয়েছে এবং আইনশৃঙ্খলা বাহিনীর সদস্যরা এলাকায় অবস্থান করছেন। <box>545 761 644 821</box>
section-title: খবর <box>457 17 489 38</box>
article-body: সংক্ষিপ্ত বিবরণ প্রথম পাতার পর এক সপ্তাহের মধ্যে বিভিন্ন প্রতিষ্ঠানের কর্মকর্তারা জানিয়েছেন যে নির্ধারিত সময়ের আগেই কার্যক্রম শুরু হবে এবং সংশ্লিষ্ট সবাইকে প্রয়োজনীয় নির্দেশনা দেওয়া হয়েছে। স্থানীয় বাসিন্দারা বলেন, পরিস্থিতি স্বাভাবিক রাখতে প্রশাসন তৎপর রয়েছে এবং আইনশৃঙ্খলা বাহিনীর সদস্যরা এলাকায় অবস্থান করছেন। <box>27 1262 127 1321</box>
article[interactable] <box>445 2301 545 2576</box>
article-body: সংক্ষিপ্ত বিবরণ প্রথম পাতার পর এক সপ্তাহের মধ্যে বিভিন্ন প্রতিষ্ঠানের কর্মকর্তারা জানিয়েছেন যে নির্ধারিত সময়ের আগেই কার্যক্রম শুরু হবে এবং সংশ্লিষ্ট সবাইকে প্রয়োজনীয় নির্দেশনা দেওয়া হয়েছে। স্থানীয় বাসিন্দারা বলেন, পরিস্থিতি স্বাভাবিক রাখতে প্রশাসন তৎপর রয়েছে এবং আইনশৃঙ্খলা বাহিনীর সদস্যরা এলাকায় অবস্থান করছেন। <box>236 637 336 697</box>
article[interactable] <box>236 1171 336 1446</box>
article-body: সংক্ষিপ্ত বিবরণ প্রথম পাতার পর এক সপ্তাহের মধ্যে বিভিন্ন প্রতিষ্ঠানের কর্মকর্তারা জানিয়েছেন যে নির্ধারিত সময়ের আগেই কার্যক্রম শুরু হবে এবং সংশ্লিষ্ট সবাইকে প্রয়োজনীয় নির্দেশনা দেওয়া হয়েছে। স্থানীয় বাসিন্দারা বলেন, পরিস্থিতি স্বাভাবিক রাখতে প্রশাসন তৎপর রয়েছে এবং আইনশৃঙ্খলা বাহিনীর সদস্যরা এলাকায় অবস্থান করছেন। <box>340 355 440 415</box>
article-body: সংক্ষিপ্ত বিবরণ প্রথম পাতার পর এক সপ্তাহের মধ্যে বিভিন্ন প্রতিষ্ঠানের কর্মকর্তারা জানিয়েছেন যে নির্ধারিত সময়ের আগেই কার্যক্রম শুরু হবে এবং সংশ্লিষ্ট সবাইকে প্রয়োজনীয় নির্দেশনা দেওয়া হয়েছে। স্থানীয় বাসিন্দারা বলেন, পরিস্থিতি স্বাভাবিক রাখতে প্রশাসন তৎপর রয়েছে এবং আইনশৃঙ্খলা বাহিনীর সদস্যরা এলাকায় অবস্থান করছেন। <box>445 2172 545 2232</box>
article-body: সংক্ষিপ্ত বিবরণ প্রথম পাতার পর এক সপ্তাহের মধ্যে বিভিন্ন প্রতিষ্ঠানের কর্মকর্তারা জানিয়েছেন যে নির্ধারিত সময়ের আগেই কার্যক্রম শুরু হবে এবং সংশ্লিষ্ট সবাইকে প্রয়োজনীয় নির্দেশনা দেওয়া হয়েছে। স্থানীয় বাসিন্দারা বলেন, পরিস্থিতি স্বাভাবিক রাখতে প্রশাসন তৎপর রয়েছে এবং আইনশৃঙ্খলা বাহিনীর সদস্যরা এলাকায় অবস্থান করছেন। <box>340 417 440 477</box>
article[interactable] <box>445 1457 545 1732</box>
article-body: সংক্ষিপ্ত বিবরণ প্রথম পাতার পর এক সপ্তাহের মধ্যে বিভিন্ন প্রতিষ্ঠানের কর্মকর্তারা জানিয়েছেন যে নির্ধারিত সময়ের আগেই কার্যক্রম শুরু হবে এবং সংশ্লিষ্ট সবাইকে প্রয়োজনীয় নির্দেশনা দেওয়া হয়েছে। স্থানীয় বাসিন্দারা বলেন, পরিস্থিতি স্বাভাবিক রাখতে প্রশাসন তৎপর রয়েছে এবং আইনশৃঙ্খলা বাহিনীর সদস্যরা এলাকায় অবস্থান করছেন। <box>27 417 127 477</box>
continuation-note: প্রথম পাতার পর <box>268 627 303 633</box>
continuation-note: প্রথম পাতার পর <box>164 627 199 633</box>
article-body: সংক্ষিপ্ত বিবরণ প্রথম পাতার পর এক সপ্তাহের মধ্যে বিভিন্ন প্রতিষ্ঠানের কর্মকর্তারা জানিয়েছেন যে নির্ধারিত সময়ের আগেই কার্যক্রম শুরু হবে এবং সংশ্লিষ্ট সবাইকে প্রয়োজনীয় নির্দেশনা দেওয়া হয়েছে। স্থানীয় বাসিন্দারা বলেন, পরিস্থিতি স্বাভাবিক রাখতে প্রশাসন তৎপর রয়েছে এবং আইনশৃঙ্খলা বাহিনীর সদস্যরা এলাকায় অবস্থান করছেন। <box>545 293 644 353</box>
article-body: সংক্ষিপ্ত বিবরণ প্রথম পাতার পর এক সপ্তাহের মধ্যে বিভিন্ন প্রতিষ্ঠানের কর্মকর্তারা জানিয়েছেন যে নির্ধারিত সময়ের আগেই কার্যক্রম শুরু হবে এবং সংশ্লিষ্ট সবাইকে প্রয়োজনীয় নির্দেশনা দেওয়া হয়েছে। স্থানীয় বাসিন্দারা বলেন, পরিস্থিতি স্বাভাবিক রাখতে প্রশাসন তৎপর রয়েছে এবং আইনশৃঙ্খলা বাহিনীর সদস্যরা এলাকায় অবস্থান করছেন। <box>340 1667 440 1727</box>
article-body: সংক্ষিপ্ত বিবরণ প্রথম পাতার পর এক সপ্তাহের মধ্যে বিভিন্ন প্রতিষ্ঠানের কর্মকর্তারা জানিয়েছেন যে নির্ধারিত সময়ের আগেই কার্যক্রম শুরু হবে এবং সংশ্লিষ্ট সবাইকে প্রয়োজনীয় নির্দেশনা দেওয়া হয়েছে। স্থানীয় বাসিন্দারা বলেন, পরিস্থিতি স্বাভাবিক রাখতে প্রশাসন তৎপর রয়েছে এবং আইনশৃঙ্খলা বাহিনীর সদস্যরা এলাকায় অবস্থান করছেন। <box>445 2329 545 2389</box>
article[interactable] <box>132 608 231 883</box>
article[interactable] <box>340 1733 440 2009</box>
article-body: সংক্ষিপ্ত বিবরণ প্রথম পাতার পর এক সপ্তাহের মধ্যে বিভিন্ন প্রতিষ্ঠানের কর্মকর্তারা জানিয়েছেন যে নির্ধারিত সময়ের আগেই কার্যক্রম শুরু হবে এবং সংশ্লিষ্ট সবাইকে প্রয়োজনীয় নির্দেশনা দেওয়া হয়েছে। স্থানীয় বাসিন্দারা বলেন, পরিস্থিতি স্বাভাবিক রাখতে প্রশাসন তৎপর রয়েছে এবং আইনশৃঙ্খলা বাহিনীর সদস্যরা এলাকায় অবস্থান করছেন। <box>546 1406 643 1466</box>
article[interactable] <box>340 608 440 883</box>
article-body: সংক্ষিপ্ত বিবরণ প্রথম পাতার পর এক সপ্তাহের মধ্যে বিভিন্ন প্রতিষ্ঠানের কর্মকর্তারা জানিয়েছেন যে নির্ধারিত সময়ের আগেই কার্যক্রম শুরু হবে এবং সংশ্লিষ্ট সবাইকে প্রয়োজনীয় নির্দেশনা দেওয়া হয়েছে। স্থানীয় বাসিন্দারা বলেন, পরিস্থিতি স্বাভাবিক রাখতে প্রশাসন তৎপর রয়েছে এবং আইনশৃঙ্খলা বাহিনীর সদস্যরা এলাকায় অবস্থান করছেন। <box>445 1671 545 1731</box>
article-body: সংক্ষিপ্ত বিবরণ প্রথম পাতার পর এক সপ্তাহের মধ্যে বিভিন্ন প্রতিষ্ঠানের কর্মকর্তারা জানিয়েছেন যে নির্ধারিত সময়ের আগেই কার্যক্রম শুরু হবে এবং সংশ্লিষ্ট সবাইকে প্রয়োজনীয় নির্দেশনা দেওয়া হয়েছে। স্থানীয় বাসিন্দারা বলেন, পরিস্থিতি স্বাভাবিক রাখতে প্রশাসন তৎপর রয়েছে এবং আইনশৃঙ্খলা বাহিনীর সদস্যরা এলাকায় অবস্থান করছেন। <box>27 542 127 601</box>
article-body: সংক্ষিপ্ত বিবরণ প্রথম পাতার পর এক সপ্তাহের মধ্যে বিভিন্ন প্রতিষ্ঠানের কর্মকর্তারা জানিয়েছেন যে নির্ধারিত সময়ের আগেই কার্যক্রম শুরু হবে এবং সংশ্লিষ্ট সবাইকে প্রয়োজনীয় নির্দেশনা দেওয়া হয়েছে। স্থানীয় বাসিন্দারা বলেন, পরিস্থিতি স্বাভাবিক রাখতে প্রশাসন তৎপর রয়েছে এবং আইনশৃঙ্খলা বাহিনীর সদস্যরা এলাকায় অবস্থান করছেন। <box>27 1200 127 1259</box>
article-body: সংক্ষিপ্ত বিবরণ প্রথম পাতার পর এক সপ্তাহের মধ্যে বিভিন্ন প্রতিষ্ঠানের কর্মকর্তারা জানিয়েছেন যে নির্ধারিত সময়ের আগেই কার্যক্রম শুরু হবে এবং সংশ্লিষ্ট সবাইকে প্রয়োজনীয় নির্দেশনা দেওয়া হয়েছে। স্থানীয় বাসিন্দারা বলেন, পরিস্থিতি স্বাভাবিক রাখতে প্রশাসন তৎপর রয়েছে এবং আইনশৃঙ্খলা বাহিনীর সদস্যরা এলাকায় অবস্থান করছেন। <box>546 1344 643 1404</box>
continuation-note: প্রথম পাতার পর <box>60 1190 95 1196</box>
article-body: সংক্ষিপ্ত বিবরণ প্রথম পাতার পর এক সপ্তাহের মধ্যে বিভিন্ন প্রতিষ্ঠানের কর্মকর্তারা জানিয়েছেন যে নির্ধারিত সময়ের আগেই কার্যক্রম শুরু হবে এবং সংশ্লিষ্ট সবাইকে প্রয়োজনীয় নির্দেশনা দেওয়া হয়েছে। স্থানীয় বাসিন্দারা বলেন, পরিস্থিতি স্বাভাবিক রাখতে প্রশাসন তৎপর রয়েছে এবং আইনশৃঙ্খলা বাহিনীর সদস্যরা এলাকায় অবস্থান করছেন। <box>27 1104 127 1164</box>
article-body: সংক্ষিপ্ত বিবরণ প্রথম পাতার পর এক সপ্তাহের মধ্যে বিভিন্ন প্রতিষ্ঠানের কর্মকর্তারা জানিয়েছেন যে নির্ধারিত সময়ের আগেই কার্যক্রম শুরু হবে এবং সংশ্লিষ্ট সবাইকে প্রয়োজনীয় নির্দেশনা দেওয়া হয়েছে। স্থানীয় বাসিন্দারা বলেন, পরিস্থিতি স্বাভাবিক রাখতে প্রশাসন তৎপর রয়েছে এবং আইনশৃঙ্খলা বাহিনীর সদস্যরা এলাকায় অবস্থান করছেন। <box>340 1262 440 1321</box>
article-body: সংক্ষিপ্ত বিবরণ প্রথম পাতার পর এক সপ্তাহের মধ্যে বিভিন্ন প্রতিষ্ঠানের কর্মকর্তারা জানিয়েছেন যে নির্ধারিত সময়ের আগেই কার্যক্রম শুরু হবে এবং সংশ্লিষ্ট সবাইকে প্রয়োজনীয় নির্দেশনা দেওয়া হয়েছে। স্থানীয় বাসিন্দারা বলেন, পরিস্থিতি স্বাভাবিক রাখতে প্রশাসন তৎপর রয়েছে এবং আইনশৃঙ্খলা বাহিনীর সদস্যরা এলাকায় অবস্থান করছেন। <box>236 480 336 539</box>
continuation-note: প্রথম পাতার পর <box>268 1190 303 1196</box>
article-body: সংক্ষিপ্ত বিবরণ প্রথম পাতার পর এক সপ্তাহের মধ্যে বিভিন্ন প্রতিষ্ঠানের কর্মকর্তারা জানিয়েছেন যে নির্ধারিত সময়ের আগেই কার্যক্রম শুরু হবে এবং সংশ্লিষ্ট সবাইকে প্রয়োজনীয় নির্দেশনা দেওয়া হয়েছে। স্থানীয় বাসিন্দারা বলেন, পরিস্থিতি স্বাভাবিক রাখতে প্রশাসন তৎপর রয়েছে এবং আইনশৃঙ্খলা বাহিনীর সদস্যরা এলাকায় অবস্থান করছেন। <box>236 107 336 167</box>
article-body: সংক্ষিপ্ত বিবরণ প্রথম পাতার পর এক সপ্তাহের মধ্যে বিভিন্ন প্রতিষ্ঠানের কর্মকর্তারা জানিয়েছেন যে নির্ধারিত সময়ের আগেই কার্যক্রম শুরু হবে এবং সংশ্লিষ্ট সবাইকে প্রয়োজনীয় নির্দেশনা দেওয়া হয়েছে। স্থানীয় বাসিন্দারা বলেন, পরিস্থিতি স্বাভাবিক রাখতে প্রশাসন তৎপর রয়েছে এবং আইনশৃঙ্খলা বাহিনীর সদস্যরা এলাকায় অবস্থান করছেন। <box>340 1543 440 1603</box>
article-body: সংক্ষিপ্ত বিবরণ প্রথম পাতার পর এক সপ্তাহের মধ্যে বিভিন্ন প্রতিষ্ঠানের কর্মকর্তারা জানিয়েছেন যে নির্ধারিত সময়ের আগেই কার্যক্রম শুরু হবে এবং সংশ্লিষ্ট সবাইকে প্রয়োজনীয় নির্দেশনা দেওয়া হয়েছে। স্থানীয় বাসিন্দারা বলেন, পরিস্থিতি স্বাভাবিক রাখতে প্রশাসন তৎপর রয়েছে এবং আইনশৃঙ্খলা বাহিনীর সদস্যরা এলাকায় অবস্থান করছেন। <box>236 1667 336 1727</box>
article-body: সংক্ষিপ্ত বিবরণ প্রথম পাতার পর এক সপ্তাহের মধ্যে বিভিন্ন প্রতিষ্ঠানের কর্মকর্তারা জানিয়েছেন যে নির্ধারিত সময়ের আগেই কার্যক্রম শুরু হবে এবং সংশ্লিষ্ট সবাইকে প্রয়োজনীয় নির্দেশনা দেওয়া হয়েছে। স্থানীয় বাসিন্দারা বলেন, পরিস্থিতি স্বাভাবিক রাখতে প্রশাসন তৎপর রয়েছে এবং আইনশৃঙ্খলা বাহিনীর সদস্যরা এলাকায় অবস্থান করছেন। <box>445 923 545 982</box>
continuation-note: শেষ পাতার পর <box>579 627 610 633</box>
continuation-note: শেষ পাতার পর <box>479 1757 511 1763</box>
logo-text-desh: দেশ <box>27 14 59 38</box>
article-body: সংক্ষিপ্ত বিবরণ প্রথম পাতার পর এক সপ্তাহের মধ্যে বিভিন্ন প্রতিষ্ঠানের কর্মকর্তারা জানিয়েছেন যে নির্ধারিত সময়ের আগেই কার্যক্রম শুরু হবে এবং সংশ্লিষ্ট সবাইকে প্রয়োজনীয় নির্দেশনা দেওয়া হয়েছে। স্থানীয় বাসিন্দারা বলেন, পরিস্থিতি স্বাভাবিক রাখতে প্রশাসন তৎপর রয়েছে এবং আইনশৃঙ্খলা বাহিনীর সদস্যরা এলাকায় অবস্থান করছেন। <box>132 169 231 229</box>
column-4 <box>340 73 440 2008</box>
column-6 <box>545 73 644 1528</box>
article-body: সংক্ষিপ্ত বিবরণ প্রথম পাতার পর এক সপ্তাহের মধ্যে বিভিন্ন প্রতিষ্ঠানের কর্মকর্তারা জানিয়েছেন যে নির্ধারিত সময়ের আগেই কার্যক্রম শুরু হবে এবং সংশ্লিষ্ট সবাইকে প্রয়োজনীয় নির্দেশনা দেওয়া হয়েছে। স্থানীয় বাসিন্দারা বলেন, পরিস্থিতি স্বাভাবিক রাখতে প্রশাসন তৎপর রয়েছে এবং আইনশৃঙ্খলা বাহিনীর সদস্যরা এলাকায় অবস্থান করছেন। <box>340 761 440 821</box>
article-body: সংক্ষিপ্ত বিবরণ প্রথম পাতার পর এক সপ্তাহের মধ্যে বিভিন্ন প্রতিষ্ঠানের কর্মকর্তারা জানিয়েছেন যে নির্ধারিত সময়ের আগেই কার্যক্রম শুরু হবে এবং সংশ্লিষ্ট সবাইকে প্রয়োজনীয় নির্দেশনা দেওয়া হয়েছে। স্থানীয় বাসিন্দারা বলেন, পরিস্থিতি স্বাভাবিক রাখতে প্রশাসন তৎপর রয়েছে এবং আইনশৃঙ্খলা বাহিনীর সদস্যরা এলাকায় অবস্থান করছেন। <box>236 417 336 477</box>
article-body: সংক্ষিপ্ত বিবরণ প্রথম পাতার পর এক সপ্তাহের মধ্যে বিভিন্ন প্রতিষ্ঠানের কর্মকর্তারা জানিয়েছেন যে নির্ধারিত সময়ের আগেই কার্যক্রম শুরু হবে এবং সংশ্লিষ্ট সবাইকে প্রয়োজনীয় নির্দেশনা দেওয়া হয়েছে। স্থানীয় বাসিন্দারা বলেন, পরিস্থিতি স্বাভাবিক রাখতে প্রশাসন তৎপর রয়েছে এবং আইনশৃঙ্খলা বাহিনীর সদস্যরা এলাকায় অবস্থান করছেন। <box>27 293 127 353</box>
article-body: সংক্ষিপ্ত বিবরণ প্রথম পাতার পর এক সপ্তাহের মধ্যে বিভিন্ন প্রতিষ্ঠানের কর্মকর্তারা জানিয়েছেন যে নির্ধারিত সময়ের আগেই কার্যক্রম শুরু হবে এবং সংশ্লিষ্ট সবাইকে প্রয়োজনীয় নির্দেশনা দেওয়া হয়েছে। স্থানীয় বাসিন্দারা বলেন, পরিস্থিতি স্বাভাবিক রাখতে প্রশাসন তৎপর রয়েছে এবং আইনশৃঙ্খলা বাহিনীর সদস্যরা এলাকায় অবস্থান করছেন। <box>132 293 231 353</box>
article-body: সংক্ষিপ্ত বিবরণ প্রথম পাতার পর এক সপ্তাহের মধ্যে বিভিন্ন প্রতিষ্ঠানের কর্মকর্তারা জানিয়েছেন যে নির্ধারিত সময়ের আগেই কার্যক্রম শুরু হবে এবং সংশ্লিষ্ট সবাইকে প্রয়োজনীয় নির্দেশনা দেওয়া হয়েছে। স্থানীয় বাসিন্দারা বলেন, পরিস্থিতি স্বাভাবিক রাখতে প্রশাসন তৎপর রয়েছে এবং আইনশৃঙ্খলা বাহিনীর সদস্যরা এলাকায় অবস্থান করছেন। <box>445 2391 545 2451</box>
article[interactable] <box>236 889 336 1165</box>
article-body: সংক্ষিপ্ত বিবরণ প্রথম পাতার পর এক সপ্তাহের মধ্যে বিভিন্ন প্রতিষ্ঠানের কর্মকর্তারা জানিয়েছেন যে নির্ধারিত সময়ের আগেই কার্যক্রম শুরু হবে এবং সংশ্লিষ্ট সবাইকে প্রয়োজনীয় নির্দেশনা দেওয়া হয়েছে। স্থানীয় বাসিন্দারা বলেন, পরিস্থিতি স্বাভাবিক রাখতে প্রশাসন তৎপর রয়েছে এবং আইনশৃঙ্খলা বাহিনীর সদস্যরা এলাকায় অবস্থান করছেন। <box>132 1042 231 1102</box>
article-body: সংক্ষিপ্ত বিবরণ প্রথম পাতার পর এক সপ্তাহের মধ্যে বিভিন্ন প্রতিষ্ঠানের কর্মকর্তারা জানিয়েছেন যে নির্ধারিত সময়ের আগেই কার্যক্রম শুরু হবে এবং সংশ্লিষ্ট সবাইকে প্রয়োজনীয় নির্দেশনা দেওয়া হয়েছে। স্থানীয় বাসিন্দারা বলেন, পরিস্থিতি স্বাভাবিক রাখতে প্রশাসন তৎপর রয়েছে এবং আইনশৃঙ্খলা বাহিনীর সদস্যরা এলাকায় অবস্থান করছেন। <box>445 2453 545 2513</box>
article-headline[interactable]: গোবিন্দগঞ্জে <box>366 891 414 902</box>
article-body: সংক্ষিপ্ত বিবরণ প্রথম পাতার পর এক সপ্তাহের মধ্যে বিভিন্ন প্রতিষ্ঠানের কর্মকর্তারা জানিয়েছেন যে নির্ধারিত সময়ের আগেই কার্যক্রম শুরু হবে এবং সংশ্লিষ্ট সবাইকে প্রয়োজনীয় নির্দেশনা দেওয়া হয়েছে। স্থানীয় বাসিন্দারা বলেন, পরিস্থিতি স্বাভাবিক রাখতে প্রশাসন তৎপর রয়েছে এবং আইনশৃঙ্খলা বাহিনীর সদস্যরা এলাকায় অবস্থান করছেন। <box>546 1468 643 1528</box>
article[interactable] <box>445 605 545 888</box>
article-headline[interactable]: ইরানের পাল্টা <box>568 80 621 92</box>
article-body: সংক্ষিপ্ত বিবরণ প্রথম পাতার পর এক সপ্তাহের মধ্যে বিভিন্ন প্রতিষ্ঠানের কর্মকর্তারা জানিয়েছেন যে নির্ধারিত সময়ের আগেই কার্যক্রম শুরু হবে এবং সংশ্লিষ্ট সবাইকে প্রয়োজনীয় নির্দেশনা দেওয়া হয়েছে। স্থানীয় বাসিন্দারা বলেন, পরিস্থিতি স্বাভাবিক রাখতে প্রশাসন তৎপর রয়েছে এবং আইনশৃঙ্খলা বাহিনীর সদস্যরা এলাকায় অবস্থান করছেন। <box>340 1200 440 1259</box>
article-body: সংক্ষিপ্ত বিবরণ প্রথম পাতার পর এক সপ্তাহের মধ্যে বিভিন্ন প্রতিষ্ঠানের কর্মকর্তারা জানিয়েছেন যে নির্ধারিত সময়ের আগেই কার্যক্রম শুরু হবে এবং সংশ্লিষ্ট সবাইকে প্রয়োজনীয় নির্দেশনা দেওয়া হয়েছে। স্থানীয় বাসিন্দারা বলেন, পরিস্থিতি স্বাভাবিক রাখতে প্রশাসন তৎপর রয়েছে এবং আইনশৃঙ্খলা বাহিনীর সদস্যরা এলাকায় অবস্থান করছেন। <box>236 1104 336 1164</box>
logo-text-bortoman: বর্তমান <box>75 14 132 38</box>
article-body: সংক্ষিপ্ত বিবরণ প্রথম পাতার পর এক সপ্তাহের মধ্যে বিভিন্ন প্রতিষ্ঠানের কর্মকর্তারা জানিয়েছেন যে নির্ধারিত সময়ের আগেই কার্যক্রম শুরু হবে এবং সংশ্লিষ্ট সবাইকে প্রয়োজনীয় নির্দেশনা দেওয়া হয়েছে। স্থানীয় বাসিন্দারা বলেন, পরিস্থিতি স্বাভাবিক রাখতে প্রশাসন তৎপর রয়েছে এবং আইনশৃঙ্খলা বাহিনীর সদস্যরা এলাকায় অবস্থান করছেন। <box>27 761 127 821</box>
article-body: সংক্ষিপ্ত বিবরণ প্রথম পাতার পর এক সপ্তাহের মধ্যে বিভিন্ন প্রতিষ্ঠানের কর্মকর্তারা জানিয়েছেন যে নির্ধারিত সময়ের আগেই কার্যক্রম শুরু হবে এবং সংশ্লিষ্ট সবাইকে প্রয়োজনীয় নির্দেশনা দেওয়া হয়েছে। স্থানীয় বাসিন্দারা বলেন, পরিস্থিতি স্বাভাবিক রাখতে প্রশাসন তৎপর রয়েছে এবং আইনশৃঙ্খলা বাহিনীর সদস্যরা এলাকায় অবস্থান করছেন। <box>236 1543 336 1603</box>
article[interactable] <box>27 1171 127 1446</box>
article-headline[interactable]: আবাসিকে গ্যাস <box>46 610 108 621</box>
issue-date: ১৪ জুন ২০২৫, ৩১ জ্যৈষ্ঠ ১৪৩২ <box>259 33 371 43</box>
article-body: সংক্ষিপ্ত বিবরণ প্রথম পাতার পর এক সপ্তাহের মধ্যে বিভিন্ন প্রতিষ্ঠানের কর্মকর্তারা জানিয়েছেন যে নির্ধারিত সময়ের আগেই কার্যক্রম শুরু হবে এবং সংশ্লিষ্ট সবাইকে প্রয়োজনীয় নির্দেশনা দেওয়া হয়েছে। স্থানীয় বাসিন্দারা বলেন, পরিস্থিতি স্বাভাবিক রাখতে প্রশাসন তৎপর রয়েছে এবং আইনশৃঙ্খলা বাহিনীর সদস্যরা এলাকায় অবস্থান করছেন। <box>545 231 644 291</box>
article[interactable] <box>445 894 545 1169</box>
article-body: সংক্ষিপ্ত বিবরণ প্রথম পাতার পর এক সপ্তাহের মধ্যে বিভিন্ন প্রতিষ্ঠানের কর্মকর্তারা জানিয়েছেন যে নির্ধারিত সময়ের আগেই কার্যক্রম শুরু হবে এবং সংশ্লিষ্ট সবাইকে প্রয়োজনীয় নির্দেশনা দেওয়া হয়েছে। স্থানীয় বাসিন্দারা বলেন, পরিস্থিতি স্বাভাবিক রাখতে প্রশাসন তৎপর রয়েছে এবং আইনশৃঙ্খলা বাহিনীর সদস্যরা এলাকায় অবস্থান করছেন। <box>27 699 127 759</box>
article-body: সংক্ষিপ্ত বিবরণ প্রথম পাতার পর এক সপ্তাহের মধ্যে বিভিন্ন প্রতিষ্ঠানের কর্মকর্তারা জানিয়েছেন যে নির্ধারিত সময়ের আগেই কার্যক্রম শুরু হবে এবং সংশ্লিষ্ট সবাইকে প্রয়োজনীয় নির্দেশনা দেওয়া হয়েছে। স্থানীয় বাসিন্দারা বলেন, পরিস্থিতি স্বাভাবিক রাখতে প্রশাসন তৎপর রয়েছে এবং আইনশৃঙ্খলা বাহিনীর সদস্যরা এলাকায় অবস্থান করছেন। <box>27 823 127 883</box>
continuation-note: শেষ পাতার পর <box>374 1471 406 1477</box>
article-body: সংক্ষিপ্ত বিবরণ প্রথম পাতার পর এক সপ্তাহের মধ্যে বিভিন্ন প্রতিষ্ঠানের কর্মকর্তারা জানিয়েছেন যে নির্ধারিত সময়ের আগেই কার্যক্রম শুরু হবে এবং সংশ্লিষ্ট সবাইকে প্রয়োজনীয় নির্দেশনা দেওয়া হয়েছে। স্থানীয় বাসিন্দারা বলেন, পরিস্থিতি স্বাভাবিক রাখতে প্রশাসন তৎপর রয়েছে এবং আইনশৃঙ্খলা বাহিনীর সদস্যরা এলাকায় অবস্থান করছেন। <box>132 823 231 883</box>
article-body: সংক্ষিপ্ত বিবরণ প্রথম পাতার পর এক সপ্তাহের মধ্যে বিভিন্ন প্রতিষ্ঠানের কর্মকর্তারা জানিয়েছেন যে নির্ধারিত সময়ের আগেই কার্যক্রম শুরু হবে এবং সংশ্লিষ্ট সবাইকে প্রয়োজনীয় নির্দেশনা দেওয়া হয়েছে। স্থানীয় বাসিন্দারা বলেন, পরিস্থিতি স্বাভাবিক রাখতে প্রশাসন তৎপর রয়েছে এবং আইনশৃঙ্খলা বাহিনীর সদস্যরা এলাকায় অবস্থান করছেন। <box>445 542 545 601</box>
article-body: সংক্ষিপ্ত বিবরণ প্রথম পাতার পর এক সপ্তাহের মধ্যে বিভিন্ন প্রতিষ্ঠানের কর্মকর্তারা জানিয়েছেন যে নির্ধারিত সময়ের আগেই কার্যক্রম শুরু হবে এবং সংশ্লিষ্ট সবাইকে প্রয়োজনীয় নির্দেশনা দেওয়া হয়েছে। স্থানীয় বাসিন্দারা বলেন, পরিস্থিতি স্বাভাবিক রাখতে প্রশাসন তৎপর রয়েছে এবং আইনশৃঙ্খলা বাহিনীর সদস্যরা এলাকায় অবস্থান করছেন। <box>27 918 127 978</box>
continuation-note: শেষ পাতার পর <box>374 1190 406 1196</box>
article-body: সংক্ষিপ্ত বিবরণ প্রথম পাতার পর এক সপ্তাহের মধ্যে বিভিন্ন প্রতিষ্ঠানের কর্মকর্তারা জানিয়েছেন যে নির্ধারিত সময়ের আগেই কার্যক্রম শুরু হবে এবং সংশ্লিষ্ট সবাইকে প্রয়োজনীয় নির্দেশনা দেওয়া হয়েছে। স্থানীয় বাসিন্দারা বলেন, পরিস্থিতি স্বাভাবিক রাখতে প্রশাসন তৎপর রয়েছে এবং আইনশৃঙ্খলা বাহিনীর সদস্যরা এলাকায় অবস্থান করছেন। <box>340 823 440 883</box>
article[interactable] <box>545 885 644 1210</box>
article-body: সংক্ষিপ্ত বিবরণ প্রথম পাতার পর এক সপ্তাহের মধ্যে বিভিন্ন প্রতিষ্ঠানের কর্মকর্তারা জানিয়েছেন যে নির্ধারিত সময়ের আগেই কার্যক্রম শুরু হবে এবং সংশ্লিষ্ট সবাইকে প্রয়োজনীয় নির্দেশনা দেওয়া হয়েছে। স্থানীয় বাসিন্দারা বলেন, পরিস্থিতি স্বাভাবিক রাখতে প্রশাসন তৎপর রয়েছে এবং আইনশৃঙ্খলা বাহিনীর সদস্যরা এলাকায় অবস্থান করছেন। <box>132 107 231 167</box>
article-body: সংক্ষিপ্ত বিবরণ প্রথম পাতার পর এক সপ্তাহের মধ্যে বিভিন্ন প্রতিষ্ঠানের কর্মকর্তারা জানিয়েছেন যে নির্ধারিত সময়ের আগেই কার্যক্রম শুরু হবে এবং সংশ্লিষ্ট সবাইকে প্রয়োজনীয় নির্দেশনা দেওয়া হয়েছে। স্থানীয় বাসিন্দারা বলেন, পরিস্থিতি স্বাভাবিক রাখতে প্রশাসন তৎপর রয়েছে এবং আইনশৃঙ্খলা বাহিনীর সদস্যরা এলাকায় অবস্থান করছেন। <box>27 980 127 1040</box>
article-body: সংক্ষিপ্ত বিবরণ প্রথম পাতার পর এক সপ্তাহের মধ্যে বিভিন্ন প্রতিষ্ঠানের কর্মকর্তারা জানিয়েছেন যে নির্ধারিত সময়ের আগেই কার্যক্রম শুরু হবে এবং সংশ্লিষ্ট সবাইকে প্রয়োজনীয় নির্দেশনা দেওয়া হয়েছে। স্থানীয় বাসিন্দারা বলেন, পরিস্থিতি স্বাভাবিক রাখতে প্রশাসন তৎপর রয়েছে এবং আইনশৃঙ্খলা বাহিনীর সদস্যরা এলাকায় অবস্থান করছেন। <box>545 699 644 759</box>
article[interactable] <box>340 1171 440 1446</box>
article-body: সংক্ষিপ্ত বিবরণ প্রথম পাতার পর এক সপ্তাহের মধ্যে বিভিন্ন প্রতিষ্ঠানের কর্মকর্তারা জানিয়েছেন যে নির্ধারিত সময়ের আগেই কার্যক্রম শুরু হবে এবং সংশ্লিষ্ট সবাইকে প্রয়োজনীয় নির্দেশনা দেওয়া হয়েছে। স্থানীয় বাসিন্দারা বলেন, পরিস্থিতি স্বাভাবিক রাখতে প্রশাসন তৎপর রয়েছে এবং আইনশৃঙ্খলা বাহিনীর সদস্যরা এলাকায় অবস্থান করছেন। <box>445 169 545 229</box>
article-body: সংক্ষিপ্ত বিবরণ প্রথম পাতার পর এক সপ্তাহের মধ্যে বিভিন্ন প্রতিষ্ঠানের কর্মকর্তারা জানিয়েছেন যে নির্ধারিত সময়ের আগেই কার্যক্রম শুরু হবে এবং সংশ্লিষ্ট সবাইকে প্রয়োজনীয় নির্দেশনা দেওয়া হয়েছে। স্থানীয় বাসিন্দারা বলেন, পরিস্থিতি স্বাভাবিক রাখতে প্রশাসন তৎপর রয়েছে এবং আইনশৃঙ্খলা বাহিনীর সদস্যরা এলাকায় অবস্থান করছেন। <box>132 699 231 759</box>
article-body: সংক্ষিপ্ত বিবরণ প্রথম পাতার পর এক সপ্তাহের মধ্যে বিভিন্ন প্রতিষ্ঠানের কর্মকর্তারা জানিয়েছেন যে নির্ধারিত সময়ের আগেই কার্যক্রম শুরু হবে এবং সংশ্লিষ্ট সবাইকে প্রয়োজনীয় নির্দেশনা দেওয়া হয়েছে। স্থানীয় বাসিন্দারা বলেন, পরিস্থিতি স্বাভাবিক রাখতে প্রশাসন তৎপর রয়েছে এবং আইনশৃঙ্খলা বাহিনীর সদস্যরা এলাকায় অবস্থান করছেন। <box>445 827 545 887</box>
article-body: সংক্ষিপ্ত বিবরণ প্রথম পাতার পর এক সপ্তাহের মধ্যে বিভিন্ন প্রতিষ্ঠানের কর্মকর্তারা জানিয়েছেন যে নির্ধারিত সময়ের আগেই কার্যক্রম শুরু হবে এবং সংশ্লিষ্ট সবাইকে প্রয়োজনীয় নির্দেশনা দেওয়া হয়েছে। স্থানীয় বাসিন্দারা বলেন, পরিস্থিতি স্বাভাবিক রাখতে প্রশাসন তৎপর রয়েছে এবং আইনশৃঙ্খলা বাহিনীর সদস্যরা এলাকায় অবস্থান করছেন। <box>340 1824 440 1884</box>
article-body: সংক্ষিপ্ত বিবরণ প্রথম পাতার পর এক সপ্তাহের মধ্যে বিভিন্ন প্রতিষ্ঠানের কর্মকর্তারা জানিয়েছেন যে নির্ধারিত সময়ের আগেই কার্যক্রম শুরু হবে এবং সংশ্লিষ্ট সবাইকে প্রয়োজনীয় নির্দেশনা দেওয়া হয়েছে। স্থানীয় বাসিন্দারা বলেন, পরিস্থিতি স্বাভাবিক রাখতে প্রশাসন তৎপর রয়েছে এবং আইনশৃঙ্খলা বাহিনীর সদস্যরা এলাকায় অবস্থান করছেন। <box>445 1953 545 2013</box>
article-body: সংক্ষিপ্ত বিবরণ প্রথম পাতার পর এক সপ্তাহের মধ্যে বিভিন্ন প্রতিষ্ঠানের কর্মকর্তারা জানিয়েছেন যে নির্ধারিত সময়ের আগেই কার্যক্রম শুরু হবে এবং সংশ্লিষ্ট সবাইকে প্রয়োজনীয় নির্দেশনা দেওয়া হয়েছে। স্থানীয় বাসিন্দারা বলেন, পরিস্থিতি স্বাভাবিক রাখতে প্রশাসন তৎপর রয়েছে এবং আইনশৃঙ্খলা বাহিনীর সদস্যরা এলাকায় অবস্থান করছেন। <box>546 1019 643 1079</box>
article-body: সংক্ষিপ্ত বিবরণ প্রথম পাতার পর এক সপ্তাহের মধ্যে বিভিন্ন প্রতিষ্ঠানের কর্মকর্তারা জানিয়েছেন যে নির্ধারিত সময়ের আগেই কার্যক্রম শুরু হবে এবং সংশ্লিষ্ট সবাইকে প্রয়োজনীয় নির্দেশনা দেওয়া হয়েছে। স্থানীয় বাসিন্দারা বলেন, পরিস্থিতি স্বাভাবিক রাখতে প্রশাসন তৎপর রয়েছে এবং আইনশৃঙ্খলা বাহিনীর সদস্যরা এলাকায় অবস্থান করছেন। <box>236 699 336 759</box>
article-body: সংক্ষিপ্ত বিবরণ প্রথম পাতার পর এক সপ্তাহের মধ্যে বিভিন্ন প্রতিষ্ঠানের কর্মকর্তারা জানিয়েছেন যে নির্ধারিত সময়ের আগেই কার্যক্রম শুরু হবে এবং সংশ্লিষ্ট সবাইকে প্রয়োজনীয় নির্দেশনা দেওয়া হয়েছে। স্থানীয় বাসিন্দারা বলেন, পরিস্থিতি স্বাভাবিক রাখতে প্রশাসন তৎপর রয়েছে এবং আইনশৃঙ্খলা বাহিনীর সদস্যরা এলাকায় অবস্থান করছেন। <box>340 980 440 1040</box>
article-body: সংক্ষিপ্ত বিবরণ প্রথম পাতার পর এক সপ্তাহের মধ্যে বিভিন্ন প্রতিষ্ঠানের কর্মকর্তারা জানিয়েছেন যে নির্ধারিত সময়ের আগেই কার্যক্রম শুরু হবে এবং সংশ্লিষ্ট সবাইকে প্রয়োজনীয় নির্দেশনা দেওয়া হয়েছে। স্থানীয় বাসিন্দারা বলেন, পরিস্থিতি স্বাভাবিক রাখতে প্রশাসন তৎপর রয়েছে এবং আইনশৃঙ্খলা বাহিনীর সদস্যরা এলাকায় অবস্থান করছেন। <box>340 1324 440 1383</box>
continuation-note: নিজস্ব প্রতিবেদক <box>576 947 613 953</box>
continuation-note: প্রথম পাতার পর <box>268 98 303 104</box>
article-body: সংক্ষিপ্ত বিবরণ প্রথম পাতার পর এক সপ্তাহের মধ্যে বিভিন্ন প্রতিষ্ঠানের কর্মকর্তারা জানিয়েছেন যে নির্ধারিত সময়ের আগেই কার্যক্রম শুরু হবে এবং সংশ্লিষ্ট সবাইকে প্রয়োজনীয় নির্দেশনা দেওয়া হয়েছে। স্থানীয় বাসিন্দারা বলেন, পরিস্থিতি স্বাভাবিক রাখতে প্রশাসন তৎপর রয়েছে এবং আইনশৃঙ্খলা বাহিনীর সদস্যরা এলাকায় অবস্থান করছেন। <box>236 1481 336 1541</box>
article-body: সংক্ষিপ্ত বিবরণ প্রথম পাতার পর এক সপ্তাহের মধ্যে বিভিন্ন প্রতিষ্ঠানের কর্মকর্তারা জানিয়েছেন যে নির্ধারিত সময়ের আগেই কার্যক্রম শুরু হবে এবং সংশ্লিষ্ট সবাইকে প্রয়োজনীয় নির্দেশনা দেওয়া হয়েছে। স্থানীয় বাসিন্দারা বলেন, পরিস্থিতি স্বাভাবিক রাখতে প্রশাসন তৎপর রয়েছে এবং আইনশৃঙ্খলা বাহিনীর সদস্যরা এলাকায় অবস্থান করছেন। <box>236 355 336 415</box>
article-body: সংক্ষিপ্ত বিবরণ প্রথম পাতার পর এক সপ্তাহের মধ্যে বিভিন্ন প্রতিষ্ঠানের কর্মকর্তারা জানিয়েছেন যে নির্ধারিত সময়ের আগেই কার্যক্রম শুরু হবে এবং সংশ্লিষ্ট সবাইকে প্রয়োজনীয় নির্দেশনা দেওয়া হয়েছে। স্থানীয় বাসিন্দারা বলেন, পরিস্থিতি স্বাভাবিক রাখতে প্রশাসন তৎপর রয়েছে এবং আইনশৃঙ্খলা বাহিনীর সদস্যরা এলাকায় অবস্থান করছেন। <box>445 1767 545 1826</box>
article-headline[interactable]: বিএনপির <box>163 891 200 902</box>
article[interactable] <box>545 608 644 883</box>
article-body: সংক্ষিপ্ত বিবরণ প্রথম পাতার পর এক সপ্তাহের মধ্যে বিভিন্ন প্রতিষ্ঠানের কর্মকর্তারা জানিয়েছেন যে নির্ধারিত সময়ের আগেই কার্যক্রম শুরু হবে এবং সংশ্লিষ্ট সবাইকে প্রয়োজনীয় নির্দেশনা দেওয়া হয়েছে। স্থানীয় বাসিন্দারা বলেন, পরিস্থিতি স্বাভাবিক রাখতে প্রশাসন তৎপর রয়েছে এবং আইনশৃঙ্খলা বাহিনীর সদস্যরা এলাকায় অবস্থান করছেন। <box>132 355 231 415</box>
continuation-note: প্রথম পাতার পর <box>60 98 95 104</box>
page-number-badge: ৭ <box>599 9 634 44</box>
newspaper-logo[interactable] <box>27 11 131 45</box>
article-body: সংক্ষিপ্ত বিবরণ প্রথম পাতার পর এক সপ্তাহের মধ্যে বিভিন্ন প্রতিষ্ঠানের কর্মকর্তারা জানিয়েছেন যে নির্ধারিত সময়ের আগেই কার্যক্রম শুরু হবে এবং সংশ্লিষ্ট সবাইকে প্রয়োজনীয় নির্দেশনা দেওয়া হয়েছে। স্থানীয় বাসিন্দারা বলেন, পরিস্থিতি স্বাভাবিক রাখতে প্রশাসন তৎপর রয়েছে এবং আইনশৃঙ্খলা বাহিনীর সদস্যরা এলাকায় অবস্থান করছেন। <box>340 1481 440 1541</box>
article-headline[interactable]: হাসিনা-জয়সহ <box>257 891 315 902</box>
article-body: সংক্ষিপ্ত বিবরণ প্রথম পাতার পর এক সপ্তাহের মধ্যে বিভিন্ন প্রতিষ্ঠানের কর্মকর্তারা জানিয়েছেন যে নির্ধারিত সময়ের আগেই কার্যক্রম শুরু হবে এবং সংশ্লিষ্ট সবাইকে প্রয়োজনীয় নির্দেশনা দেওয়া হয়েছে। স্থানীয় বাসিন্দারা বলেন, পরিস্থিতি স্বাভাবিক রাখতে প্রশাসন তৎপর রয়েছে এবং আইনশৃঙ্খলা বাহিনীর সদস্যরা এলাকায় অবস্থান করছেন। <box>27 169 127 229</box>
top-rule <box>27 65 644 67</box>
article-body: সংক্ষিপ্ত বিবরণ প্রথম পাতার পর এক সপ্তাহের মধ্যে বিভিন্ন প্রতিষ্ঠানের কর্মকর্তারা জানিয়েছেন যে নির্ধারিত সময়ের আগেই কার্যক্রম শুরু হবে এবং সংশ্লিষ্ট সবাইকে প্রয়োজনীয় নির্দেশনা দেওয়া হয়েছে। স্থানীয় বাসিন্দারা বলেন, পরিস্থিতি স্বাভাবিক রাখতে প্রশাসন তৎপর রয়েছে এবং আইনশৃঙ্খলা বাহিনীর সদস্যরা এলাকায় অবস্থান করছেন। <box>27 480 127 539</box>
article[interactable] <box>340 1452 440 1727</box>
article-body: সংক্ষিপ্ত বিবরণ প্রথম পাতার পর এক সপ্তাহের মধ্যে বিভিন্ন প্রতিষ্ঠানের কর্মকর্তারা জানিয়েছেন যে নির্ধারিত সময়ের আগেই কার্যক্রম শুরু হবে এবং সংশ্লিষ্ট সবাইকে প্রয়োজনীয় নির্দেশনা দেওয়া হয়েছে। স্থানীয় বাসিন্দারা বলেন, পরিস্থিতি স্বাভাবিক রাখতে প্রশাসন তৎপর রয়েছে এবং আইনশৃঙ্খলা বাহিনীর সদস্যরা এলাকায় অবস্থান করছেন। <box>236 1262 336 1321</box>
article-headline[interactable]: মাদরাসাছাত্রী <box>260 1172 311 1184</box>
article-body: সংক্ষিপ্ত বিবরণ প্রথম পাতার পর এক সপ্তাহের মধ্যে বিভিন্ন প্রতিষ্ঠানের কর্মকর্তারা জানিয়েছেন যে নির্ধারিত সময়ের আগেই কার্যক্রম শুরু হবে এবং সংশ্লিষ্ট সবাইকে প্রয়োজনীয় নির্দেশনা দেওয়া হয়েছে। স্থানীয় বাসিন্দারা বলেন, পরিস্থিতি স্বাভাবিক রাখতে প্রশাসন তৎপর রয়েছে এবং আইনশৃঙ্খলা বাহিনীর সদস্যরা এলাকায় অবস্থান করছেন। <box>445 1047 545 1106</box>
article-body: সংক্ষিপ্ত বিবরণ প্রথম পাতার পর এক সপ্তাহের মধ্যে বিভিন্ন প্রতিষ্ঠানের কর্মকর্তারা জানিয়েছেন যে নির্ধারিত সময়ের আগেই কার্যক্রম শুরু হবে এবং সংশ্লিষ্ট সবাইকে প্রয়োজনীয় নির্দেশনা দেওয়া হয়েছে। স্থানীয় বাসিন্দারা বলেন, পরিস্থিতি স্বাভাবিক রাখতে প্রশাসন তৎপর রয়েছে এবং আইনশৃঙ্খলা বাহিনীর সদস্যরা এলাকায় অবস্থান করছেন। <box>445 2048 545 2108</box>
article-body: সংক্ষিপ্ত বিবরণ প্রথম পাতার পর এক সপ্তাহের মধ্যে বিভিন্ন প্রতিষ্ঠানের কর্মকর্তারা জানিয়েছেন যে নির্ধারিত সময়ের আগেই কার্যক্রম শুরু হবে এবং সংশ্লিষ্ট সবাইকে প্রয়োজনীয় নির্দেশনা দেওয়া হয়েছে। স্থানীয় বাসিন্দারা বলেন, পরিস্থিতি স্বাভাবিক রাখতে প্রশাসন তৎপর রয়েছে এবং আইনশৃঙ্খলা বাহিনীর সদস্যরা এলাকায় অবস্থান করছেন। <box>132 417 231 477</box>
continuation-note: প্রথম পাতার পর <box>373 98 408 104</box>
article-body: সংক্ষিপ্ত বিবরণ প্রথম পাতার পর এক সপ্তাহের মধ্যে বিভিন্ন প্রতিষ্ঠানের কর্মকর্তারা জানিয়েছেন যে নির্ধারিত সময়ের আগেই কার্যক্রম শুরু হবে এবং সংশ্লিষ্ট সবাইকে প্রয়োজনীয় নির্দেশনা দেওয়া হয়েছে। স্থানীয় বাসিন্দারা বলেন, পরিস্থিতি স্বাভাবিক রাখতে প্রশাসন তৎপর রয়েছে এবং আইনশৃঙ্খলা বাহিনীর সদস্যরা এলাকায় অবস্থান করছেন। <box>445 1891 545 1951</box>
article-body: সংক্ষিপ্ত বিবরণ প্রথম পাতার পর এক সপ্তাহের মধ্যে বিভিন্ন প্রতিষ্ঠানের কর্মকর্তারা জানিয়েছেন যে নির্ধারিত সময়ের আগেই কার্যক্রম শুরু হবে এবং সংশ্লিষ্ট সবাইকে প্রয়োজনীয় নির্দেশনা দেওয়া হয়েছে। স্থানীয় বাসিন্দারা বলেন, পরিস্থিতি স্বাভাবিক রাখতে প্রশাসন তৎপর রয়েছে এবং আইনশৃঙ্খলা বাহিনীর সদস্যরা এলাকায় অবস্থান করছেন। <box>546 957 643 1016</box>
article-body: সংক্ষিপ্ত বিবরণ প্রথম পাতার পর এক সপ্তাহের মধ্যে বিভিন্ন প্রতিষ্ঠানের কর্মকর্তারা জানিয়েছেন যে নির্ধারিত সময়ের আগেই কার্যক্রম শুরু হবে এবং সংশ্লিষ্ট সবাইকে প্রয়োজনীয় নির্দেশনা দেওয়া হয়েছে। স্থানীয় বাসিন্দারা বলেন, পরিস্থিতি স্বাভাবিক রাখতে প্রশাসন তৎপর রয়েছে এবং আইনশৃঙ্খলা বাহিনীর সদস্যরা এলাকায় অবস্থান করছেন। <box>340 231 440 291</box>
article[interactable] <box>340 889 440 1165</box>
article-headline[interactable]: রাজধানীতে ভাঙারি ব্যবসায়ীকে হত্যা, ৪ আসামি রিমান্ডে <box>555 898 634 941</box>
article-body: সংক্ষিপ্ত বিবরণ প্রথম পাতার পর এক সপ্তাহের মধ্যে বিভিন্ন প্রতিষ্ঠানের কর্মকর্তারা জানিয়েছেন যে নির্ধারিত সময়ের আগেই কার্যক্রম শুরু হবে এবং সংশ্লিষ্ট সবাইকে প্রয়োজনীয় নির্দেশনা দেওয়া হয়েছে। স্থানীয় বাসিন্দারা বলেন, পরিস্থিতি স্বাভাবিক রাখতে প্রশাসন তৎপর রয়েছে এবং আইনশৃঙ্খলা বাহিনীর সদস্যরা এলাকায় অবস্থান করছেন। <box>132 480 231 539</box>
article-body: সংক্ষিপ্ত বিবরণ প্রথম পাতার পর এক সপ্তাহের মধ্যে বিভিন্ন প্রতিষ্ঠানের কর্মকর্তারা জানিয়েছেন যে নির্ধারিত সময়ের আগেই কার্যক্রম শুরু হবে এবং সংশ্লিষ্ট সবাইকে প্রয়োজনীয় নির্দেশনা দেওয়া হয়েছে। স্থানীয় বাসিন্দারা বলেন, পরিস্থিতি স্বাভাবিক রাখতে প্রশাসন তৎপর রয়েছে এবং আইনশৃঙ্খলা বাহিনীর সদস্যরা এলাকায় অবস্থান করছেন। <box>132 918 231 978</box>
article-body: সংক্ষিপ্ত বিবরণ প্রথম পাতার পর এক সপ্তাহের মধ্যে বিভিন্ন প্রতিষ্ঠানের কর্মকর্তারা জানিয়েছেন যে নির্ধারিত সময়ের আগেই কার্যক্রম শুরু হবে এবং সংশ্লিষ্ট সবাইকে প্রয়োজনীয় নির্দেশনা দেওয়া হয়েছে। স্থানীয় বাসিন্দারা বলেন, পরিস্থিতি স্বাভাবিক রাখতে প্রশাসন তৎপর রয়েছে এবং আইনশৃঙ্খলা বাহিনীর সদস্যরা এলাকায় অবস্থান করছেন। <box>445 703 545 763</box>
article[interactable] <box>445 79 545 602</box>
article-body: সংক্ষিপ্ত বিবরণ প্রথম পাতার পর এক সপ্তাহের মধ্যে বিভিন্ন প্রতিষ্ঠানের কর্মকর্তারা জানিয়েছেন যে নির্ধারিত সময়ের আগেই কার্যক্রম শুরু হবে এবং সংশ্লিষ্ট সবাইকে প্রয়োজনীয় নির্দেশনা দেওয়া হয়েছে। স্থানীয় বাসিন্দারা বলেন, পরিস্থিতি স্বাভাবিক রাখতে প্রশাসন তৎপর রয়েছে এবং আইনশৃঙ্খলা বাহিনীর সদস্যরা এলাকায় অবস্থান করছেন। <box>27 1386 127 1445</box>
continuation-note: শেষ পাতার পর <box>579 98 610 104</box>
article-headline[interactable]: বিএনপি-গণঅধিকার <box>455 895 535 907</box>
article-body: সংক্ষিপ্ত বিবরণ প্রথম পাতার পর এক সপ্তাহের মধ্যে বিভিন্ন প্রতিষ্ঠানের কর্মকর্তারা জানিয়েছেন যে নির্ধারিত সময়ের আগেই কার্যক্রম শুরু হবে এবং সংশ্লিষ্ট সবাইকে প্রয়োজনীয় নির্দেশনা দেওয়া হয়েছে। স্থানীয় বাসিন্দারা বলেন, পরিস্থিতি স্বাভাবিক রাখতে প্রশাসন তৎপর রয়েছে এবং আইনশৃঙ্খলা বাহিনীর সদস্যরা এলাকায় অবস্থান করছেন। <box>236 823 336 883</box>
column-divider <box>233 73 234 1018</box>
continuation-note: শেষ পাতার পর <box>479 1194 511 1200</box>
article-body: সংক্ষিপ্ত বিবরণ প্রথম পাতার পর এক সপ্তাহের মধ্যে বিভিন্ন প্রতিষ্ঠানের কর্মকর্তারা জানিয়েছেন যে নির্ধারিত সময়ের আগেই কার্যক্রম শুরু হবে এবং সংশ্লিষ্ট সবাইকে প্রয়োজনীয় নির্দেশনা দেওয়া হয়েছে। স্থানীয় বাসিন্দারা বলেন, পরিস্থিতি স্বাভাবিক রাখতে প্রশাসন তৎপর রয়েছে এবং আইনশৃঙ্খলা বাহিনীর সদস্যরা এলাকায় অবস্থান করছেন। <box>545 417 644 477</box>
column-3 <box>236 73 336 1727</box>
article-body: সংক্ষিপ্ত বিবরণ প্রথম পাতার পর এক সপ্তাহের মধ্যে বিভিন্ন প্রতিষ্ঠানের কর্মকর্তারা জানিয়েছেন যে নির্ধারিত সময়ের আগেই কার্যক্রম শুরু হবে এবং সংশ্লিষ্ট সবাইকে প্রয়োজনীয় নির্দেশনা দেওয়া হয়েছে। স্থানীয় বাসিন্দারা বলেন, পরিস্থিতি স্বাভাবিক রাখতে প্রশাসন তৎপর রয়েছে এবং আইনশৃঙ্খলা বাহিনীর সদস্যরা এলাকায় অবস্থান করছেন। <box>236 1386 336 1445</box>
article-body: সংক্ষিপ্ত বিবরণ প্রথম পাতার পর এক সপ্তাহের মধ্যে বিভিন্ন প্রতিষ্ঠানের কর্মকর্তারা জানিয়েছেন যে নির্ধারিত সময়ের আগেই কার্যক্রম শুরু হবে এবং সংশ্লিষ্ট সবাইকে প্রয়োজনীয় নির্দেশনা দেওয়া হয়েছে। স্থানীয় বাসিন্দারা বলেন, পরিস্থিতি স্বাভাবিক রাখতে প্রশাসন তৎপর রয়েছে এবং আইনশৃঙ্খলা বাহিনীর সদস্যরা এলাকায় অবস্থান করছেন। <box>445 1204 545 1264</box>
continuation-note: শেষ পাতার পর <box>479 2320 511 2326</box>
article-body: সংক্ষিপ্ত বিবরণ প্রথম পাতার পর এক সপ্তাহের মধ্যে বিভিন্ন প্রতিষ্ঠানের কর্মকর্তারা জানিয়েছেন যে নির্ধারিত সময়ের আগেই কার্যক্রম শুরু হবে এবং সংশ্লিষ্ট সবাইকে প্রয়োজনীয় নির্দেশনা দেওয়া হয়েছে। স্থানীয় বাসিন্দারা বলেন, পরিস্থিতি স্বাভাবিক রাখতে প্রশাসন তৎপর রয়েছে এবং আইনশৃঙ্খলা বাহিনীর সদস্যরা এলাকায় অবস্থান করছেন। <box>545 107 644 167</box>
article-headline[interactable]: ডেঙ্গুতে এক <box>257 80 315 92</box>
article-body: সংক্ষিপ্ত বিবরণ প্রথম পাতার পর এক সপ্তাহের মধ্যে বিভিন্ন প্রতিষ্ঠানের কর্মকর্তারা জানিয়েছেন যে নির্ধারিত সময়ের আগেই কার্যক্রম শুরু হবে এবং সংশ্লিষ্ট সবাইকে প্রয়োজনীয় নির্দেশনা দেওয়া হয়েছে। স্থানীয় বাসিন্দারা বলেন, পরিস্থিতি স্বাভাবিক রাখতে প্রশাসন তৎপর রয়েছে এবং আইনশৃঙ্খলা বাহিনীর সদস্যরা এলাকায় অবস্থান করছেন। <box>445 1109 545 1169</box>
continuation-note: শেষ পাতার পর <box>479 2038 511 2044</box>
article[interactable] <box>132 889 231 1165</box>
article[interactable] <box>445 1738 545 2013</box>
article-headline[interactable]: সবকিছু শেষ <box>54 80 101 92</box>
article-body: সংক্ষিপ্ত বিবরণ প্রথম পাতার পর এক সপ্তাহের মধ্যে বিভিন্ন প্রতিষ্ঠানের কর্মকর্তারা জানিয়েছেন যে নির্ধারিত সময়ের আগেই কার্যক্রম শুরু হবে এবং সংশ্লিষ্ট সবাইকে প্রয়োজনীয় নির্দেশনা দেওয়া হয়েছে। স্থানীয় বাসিন্দারা বলেন, পরিস্থিতি স্বাভাবিক রাখতে প্রশাসন তৎপর রয়েছে এবং আইনশৃঙ্খলা বাহিনীর সদস্যরা এলাকায় অবস্থান করছেন। <box>236 918 336 978</box>
article[interactable] <box>545 1210 644 1535</box>
article-body: সংক্ষিপ্ত বিবরণ প্রথম পাতার পর এক সপ্তাহের মধ্যে বিভিন্ন প্রতিষ্ঠানের কর্মকর্তারা জানিয়েছেন যে নির্ধারিত সময়ের আগেই কার্যক্রম শুরু হবে এবং সংশ্লিষ্ট সবাইকে প্রয়োজনীয় নির্দেশনা দেওয়া হয়েছে। স্থানীয় বাসিন্দারা বলেন, পরিস্থিতি স্বাভাবিক রাখতে প্রশাসন তৎপর রয়েছে এবং আইনশৃঙ্খলা বাহিনীর সদস্যরা এলাকায় অবস্থান করছেন। <box>545 169 644 229</box>
column-1 <box>27 73 127 1445</box>
article-body: সংক্ষিপ্ত বিবরণ প্রথম পাতার পর এক সপ্তাহের মধ্যে বিভিন্ন প্রতিষ্ঠানের কর্মকর্তারা জানিয়েছেন যে নির্ধারিত সময়ের আগেই কার্যক্রম শুরু হবে এবং সংশ্লিষ্ট সবাইকে প্রয়োজনীয় নির্দেশনা দেওয়া হয়েছে। স্থানীয় বাসিন্দারা বলেন, পরিস্থিতি স্বাভাবিক রাখতে প্রশাসন তৎপর রয়েছে এবং আইনশৃঙ্খলা বাহিনীর সদস্যরা এলাকায় অবস্থান করছেন। <box>132 542 231 601</box>
continuation-note: শেষ পাতার পর <box>479 1476 511 1482</box>
article[interactable] <box>340 79 440 602</box>
article-body: সংক্ষিপ্ত বিবরণ প্রথম পাতার পর এক সপ্তাহের মধ্যে বিভিন্ন প্রতিষ্ঠানের কর্মকর্তারা জানিয়েছেন যে নির্ধারিত সময়ের আগেই কার্যক্রম শুরু হবে এবং সংশ্লিষ্ট সবাইকে প্রয়োজনীয় নির্দেশনা দেওয়া হয়েছে। স্থানীয় বাসিন্দারা বলেন, পরিস্থিতি স্বাভাবিক রাখতে প্রশাসন তৎপর রয়েছে এবং আইনশৃঙ্খলা বাহিনীর সদস্যরা এলাকায় অবস্থান করছেন। <box>545 480 644 539</box>
article-body: সংক্ষিপ্ত বিবরণ প্রথম পাতার পর এক সপ্তাহের মধ্যে বিভিন্ন প্রতিষ্ঠানের কর্মকর্তারা জানিয়েছেন যে নির্ধারিত সময়ের আগেই কার্যক্রম শুরু হবে এবং সংশ্লিষ্ট সবাইকে প্রয়োজনীয় নির্দেশনা দেওয়া হয়েছে। স্থানীয় বাসিন্দারা বলেন, পরিস্থিতি স্বাভাবিক রাখতে প্রশাসন তৎপর রয়েছে এবং আইনশৃঙ্খলা বাহিনীর সদস্যরা এলাকায় অবস্থান করছেন। <box>445 1547 545 1607</box>
article[interactable] <box>132 79 231 602</box>
article-body: সংক্ষিপ্ত বিবরণ প্রথম পাতার পর এক সপ্তাহের মধ্যে বিভিন্ন প্রতিষ্ঠানের কর্মকর্তারা জানিয়েছেন যে নির্ধারিত সময়ের আগেই কার্যক্রম শুরু হবে এবং সংশ্লিষ্ট সবাইকে প্রয়োজনীয় নির্দেশনা দেওয়া হয়েছে। স্থানীয় বাসিন্দারা বলেন, পরিস্থিতি স্বাভাবিক রাখতে প্রশাসন তৎপর রয়েছে এবং আইনশৃঙ্খলা বাহিনীর সদস্যরা এলাকায় অবস্থান করছেন। <box>445 1829 545 1889</box>
article-body: সংক্ষিপ্ত বিবরণ প্রথম পাতার পর এক সপ্তাহের মধ্যে বিভিন্ন প্রতিষ্ঠানের কর্মকর্তারা জানিয়েছেন যে নির্ধারিত সময়ের আগেই কার্যক্রম শুরু হবে এবং সংশ্লিষ্ট সবাইকে প্রয়োজনীয় নির্দেশনা দেওয়া হয়েছে। স্থানীয় বাসিন্দারা বলেন, পরিস্থিতি স্বাভাবিক রাখতে প্রশাসন তৎপর রয়েছে এবং আইনশৃঙ্খলা বাহিনীর সদস্যরা এলাকায় অবস্থান করছেন। <box>445 1485 545 1545</box>
masthead <box>0 0 658 65</box>
article-body: সংক্ষিপ্ত বিবরণ প্রথম পাতার পর এক সপ্তাহের মধ্যে বিভিন্ন প্রতিষ্ঠানের কর্মকর্তারা জানিয়েছেন যে নির্ধারিত সময়ের আগেই কার্যক্রম শুরু হবে এবং সংশ্লিষ্ট সবাইকে প্রয়োজনীয় নির্দেশনা দেওয়া হয়েছে। স্থানীয় বাসিন্দারা বলেন, পরিস্থিতি স্বাভাবিক রাখতে প্রশাসন তৎপর রয়েছে এবং আইনশৃঙ্খলা বাহিনীর সদস্যরা এলাকায় অবস্থান করছেন। <box>340 1386 440 1445</box>
article[interactable] <box>236 1452 336 1727</box>
article-body: সংক্ষিপ্ত বিবরণ প্রথম পাতার পর এক সপ্তাহের মধ্যে বিভিন্ন প্রতিষ্ঠানের কর্মকর্তারা জানিয়েছেন যে নির্ধারিত সময়ের আগেই কার্যক্রম শুরু হবে এবং সংশ্লিষ্ট সবাইকে প্রয়োজনীয় নির্দেশনা দেওয়া হয়েছে। স্থানীয় বাসিন্দারা বলেন, পরিস্থিতি স্বাভাবিক রাখতে প্রশাসন তৎপর রয়েছে এবং আইনশৃঙ্খলা বাহিনীর সদস্যরা এলাকায় অবস্থান করছেন। <box>445 641 545 701</box>
article-headline[interactable]: প্রাইভেট বিশ্ববিদ্যালয় <box>245 610 327 621</box>
article-body: সংক্ষিপ্ত বিবরণ প্রথম পাতার পর এক সপ্তাহের মধ্যে বিভিন্ন প্রতিষ্ঠানের কর্মকর্তারা জানিয়েছেন যে নির্ধারিত সময়ের আগেই কার্যক্রম শুরু হবে এবং সংশ্লিষ্ট সবাইকে প্রয়োজনীয় নির্দেশনা দেওয়া হয়েছে। স্থানীয় বাসিন্দারা বলেন, পরিস্থিতি স্বাভাবিক রাখতে প্রশাসন তৎপর রয়েছে এবং আইনশৃঙ্খলা বাহিনীর সদস্যরা এলাকায় অবস্থান করছেন। <box>132 637 231 697</box>
article-body: সংক্ষিপ্ত বিবরণ প্রথম পাতার পর এক সপ্তাহের মধ্যে বিভিন্ন প্রতিষ্ঠানের কর্মকর্তারা জানিয়েছেন যে নির্ধারিত সময়ের আগেই কার্যক্রম শুরু হবে এবং সংশ্লিষ্ট সবাইকে প্রয়োজনীয় নির্দেশনা দেওয়া হয়েছে। স্থানীয় বাসিন্দারা বলেন, পরিস্থিতি স্বাভাবিক রাখতে প্রশাসন তৎপর রয়েছে এবং আইনশৃঙ্খলা বাহিনীর সদস্যরা এলাকায় অবস্থান করছেন। <box>445 2234 545 2294</box>
continuation-note: প্রথম পাতার পর <box>60 627 95 633</box>
article-headline[interactable]: আপনার ফোনে <box>360 610 421 621</box>
article-headline[interactable]: যুবকদের কর্মসংস্থান <box>39 891 115 902</box>
article-body: সংক্ষিপ্ত বিবরণ প্রথম পাতার পর এক সপ্তাহের মধ্যে বিভিন্ন প্রতিষ্ঠানের কর্মকর্তারা জানিয়েছেন যে নির্ধারিত সময়ের আগেই কার্যক্রম শুরু হবে এবং সংশ্লিষ্ট সবাইকে প্রয়োজনীয় নির্দেশনা দেওয়া হয়েছে। স্থানীয় বাসিন্দারা বলেন, পরিস্থিতি স্বাভাবিক রাখতে প্রশাসন তৎপর রয়েছে এবং আইনশৃঙ্খলা বাহিনীর সদস্যরা এলাকায় অবস্থান করছেন। <box>546 1143 643 1203</box>
article-body: সংক্ষিপ্ত বিবরণ প্রথম পাতার পর এক সপ্তাহের মধ্যে বিভিন্ন প্রতিষ্ঠানের কর্মকর্তারা জানিয়েছেন যে নির্ধারিত সময়ের আগেই কার্যক্রম শুরু হবে এবং সংশ্লিষ্ট সবাইকে প্রয়োজনীয় নির্দেশনা দেওয়া হয়েছে। স্থানীয় বাসিন্দারা বলেন, পরিস্থিতি স্বাভাবিক রাখতে প্রশাসন তৎপর রয়েছে এবং আইনশৃঙ্খলা বাহিনীর সদস্যরা এলাকায় অবস্থান করছেন। <box>445 1266 545 1326</box>
continuation-note: শেষ পাতার পর <box>479 913 511 919</box>
article[interactable] <box>545 79 644 602</box>
article-body: সংক্ষিপ্ত বিবরণ প্রথম পাতার পর এক সপ্তাহের মধ্যে বিভিন্ন প্রতিষ্ঠানের কর্মকর্তারা জানিয়েছেন যে নির্ধারিত সময়ের আগেই কার্যক্রম শুরু হবে এবং সংশ্লিষ্ট সবাইকে প্রয়োজনীয় নির্দেশনা দেওয়া হয়েছে। স্থানীয় বাসিন্দারা বলেন, পরিস্থিতি স্বাভাবিক রাখতে প্রশাসন তৎপর রয়েছে এবং আইনশৃঙ্খলা বাহিনীর সদস্যরা এলাকায় অবস্থান করছেন। <box>27 355 127 415</box>
article-body: সংক্ষিপ্ত বিবরণ প্রথম পাতার পর এক সপ্তাহের মধ্যে বিভিন্ন প্রতিষ্ঠানের কর্মকর্তারা জানিয়েছেন যে নির্ধারিত সময়ের আগেই কার্যক্রম শুরু হবে এবং সংশ্লিষ্ট সবাইকে প্রয়োজনীয় নির্দেশনা দেওয়া হয়েছে। স্থানীয় বাসিন্দারা বলেন, পরিস্থিতি স্বাভাবিক রাখতে প্রশাসন তৎপর রয়েছে এবং আইনশৃঙ্খলা বাহিনীর সদস্যরা এলাকায় অবস্থান করছেন। <box>545 355 644 415</box>
article-headline[interactable]: ইরানে হামলার <box>362 80 418 92</box>
column-2 <box>132 73 231 1164</box>
article-body: সংক্ষিপ্ত বিবরণ প্রথম পাতার পর এক সপ্তাহের মধ্যে বিভিন্ন প্রতিষ্ঠানের কর্মকর্তারা জানিয়েছেন যে নির্ধারিত সময়ের আগেই কার্যক্রম শুরু হবে এবং সংশ্লিষ্ট সবাইকে প্রয়োজনীয় নির্দেশনা দেওয়া হয়েছে। স্থানীয় বাসিন্দারা বলেন, পরিস্থিতি স্বাভাবিক রাখতে প্রশাসন তৎপর রয়েছে এবং আইনশৃঙ্খলা বাহিনীর সদস্যরা এলাকায় অবস্থান করছেন। <box>132 980 231 1040</box>
article-body: সংক্ষিপ্ত বিবরণ প্রথম পাতার পর এক সপ্তাহের মধ্যে বিভিন্ন প্রতিষ্ঠানের কর্মকর্তারা জানিয়েছেন যে নির্ধারিত সময়ের আগেই কার্যক্রম শুরু হবে এবং সংশ্লিষ্ট সবাইকে প্রয়োজনীয় নির্দেশনা দেওয়া হয়েছে। স্থানীয় বাসিন্দারা বলেন, পরিস্থিতি স্বাভাবিক রাখতে প্রশাসন তৎপর রয়েছে এবং আইনশৃঙ্খলা বাহিনীর সদস্যরা এলাকায় অবস্থান করছেন। <box>132 761 231 821</box>
article-body: সংক্ষিপ্ত বিবরণ প্রথম পাতার পর এক সপ্তাহের মধ্যে বিভিন্ন প্রতিষ্ঠানের কর্মকর্তারা জানিয়েছেন যে নির্ধারিত সময়ের আগেই কার্যক্রম শুরু হবে এবং সংশ্লিষ্ট সবাইকে প্রয়োজনীয় নির্দেশনা দেওয়া হয়েছে। স্থানীয় বাসিন্দারা বলেন, পরিস্থিতি স্বাভাবিক রাখতে প্রশাসন তৎপর রয়েছে এবং আইনশৃঙ্খলা বাহিনীর সদস্যরা এলাকায় অবস্থান করছেন। <box>236 1200 336 1259</box>
article[interactable] <box>27 608 127 883</box>
article-headline[interactable]: ফেব্রুয়ারির মাঝামাঝিতে <box>30 1172 124 1184</box>
article-body: সংক্ষিপ্ত বিবরণ প্রথম পাতার পর এক সপ্তাহের মধ্যে বিভিন্ন প্রতিষ্ঠানের কর্মকর্তারা জানিয়েছেন যে নির্ধারিত সময়ের আগেই কার্যক্রম শুরু হবে এবং সংশ্লিষ্ট সবাইকে প্রয়োজনীয় নির্দেশনা দেওয়া হয়েছে। স্থানীয় বাসিন্দারা বলেন, পরিস্থিতি স্বাভাবিক রাখতে প্রশাসন তৎপর রয়েছে এবং আইনশৃঙ্খলা বাহিনীর সদস্যরা এলাকায় অবস্থান করছেন। <box>340 918 440 978</box>
article-body: সংক্ষিপ্ত বিবরণ প্রথম পাতার পর এক সপ্তাহের মধ্যে বিভিন্ন প্রতিষ্ঠানের কর্মকর্তারা জানিয়েছেন যে নির্ধারিত সময়ের আগেই কার্যক্রম শুরু হবে এবং সংশ্লিষ্ট সবাইকে প্রয়োজনীয় নির্দেশনা দেওয়া হয়েছে। স্থানীয় বাসিন্দারা বলেন, পরিস্থিতি স্বাভাবিক রাখতে প্রশাসন তৎপর রয়েছে এবং আইনশৃঙ্খলা বাহিনীর সদস্যরা এলাকায় অবস্থান করছেন। <box>236 1324 336 1383</box>
